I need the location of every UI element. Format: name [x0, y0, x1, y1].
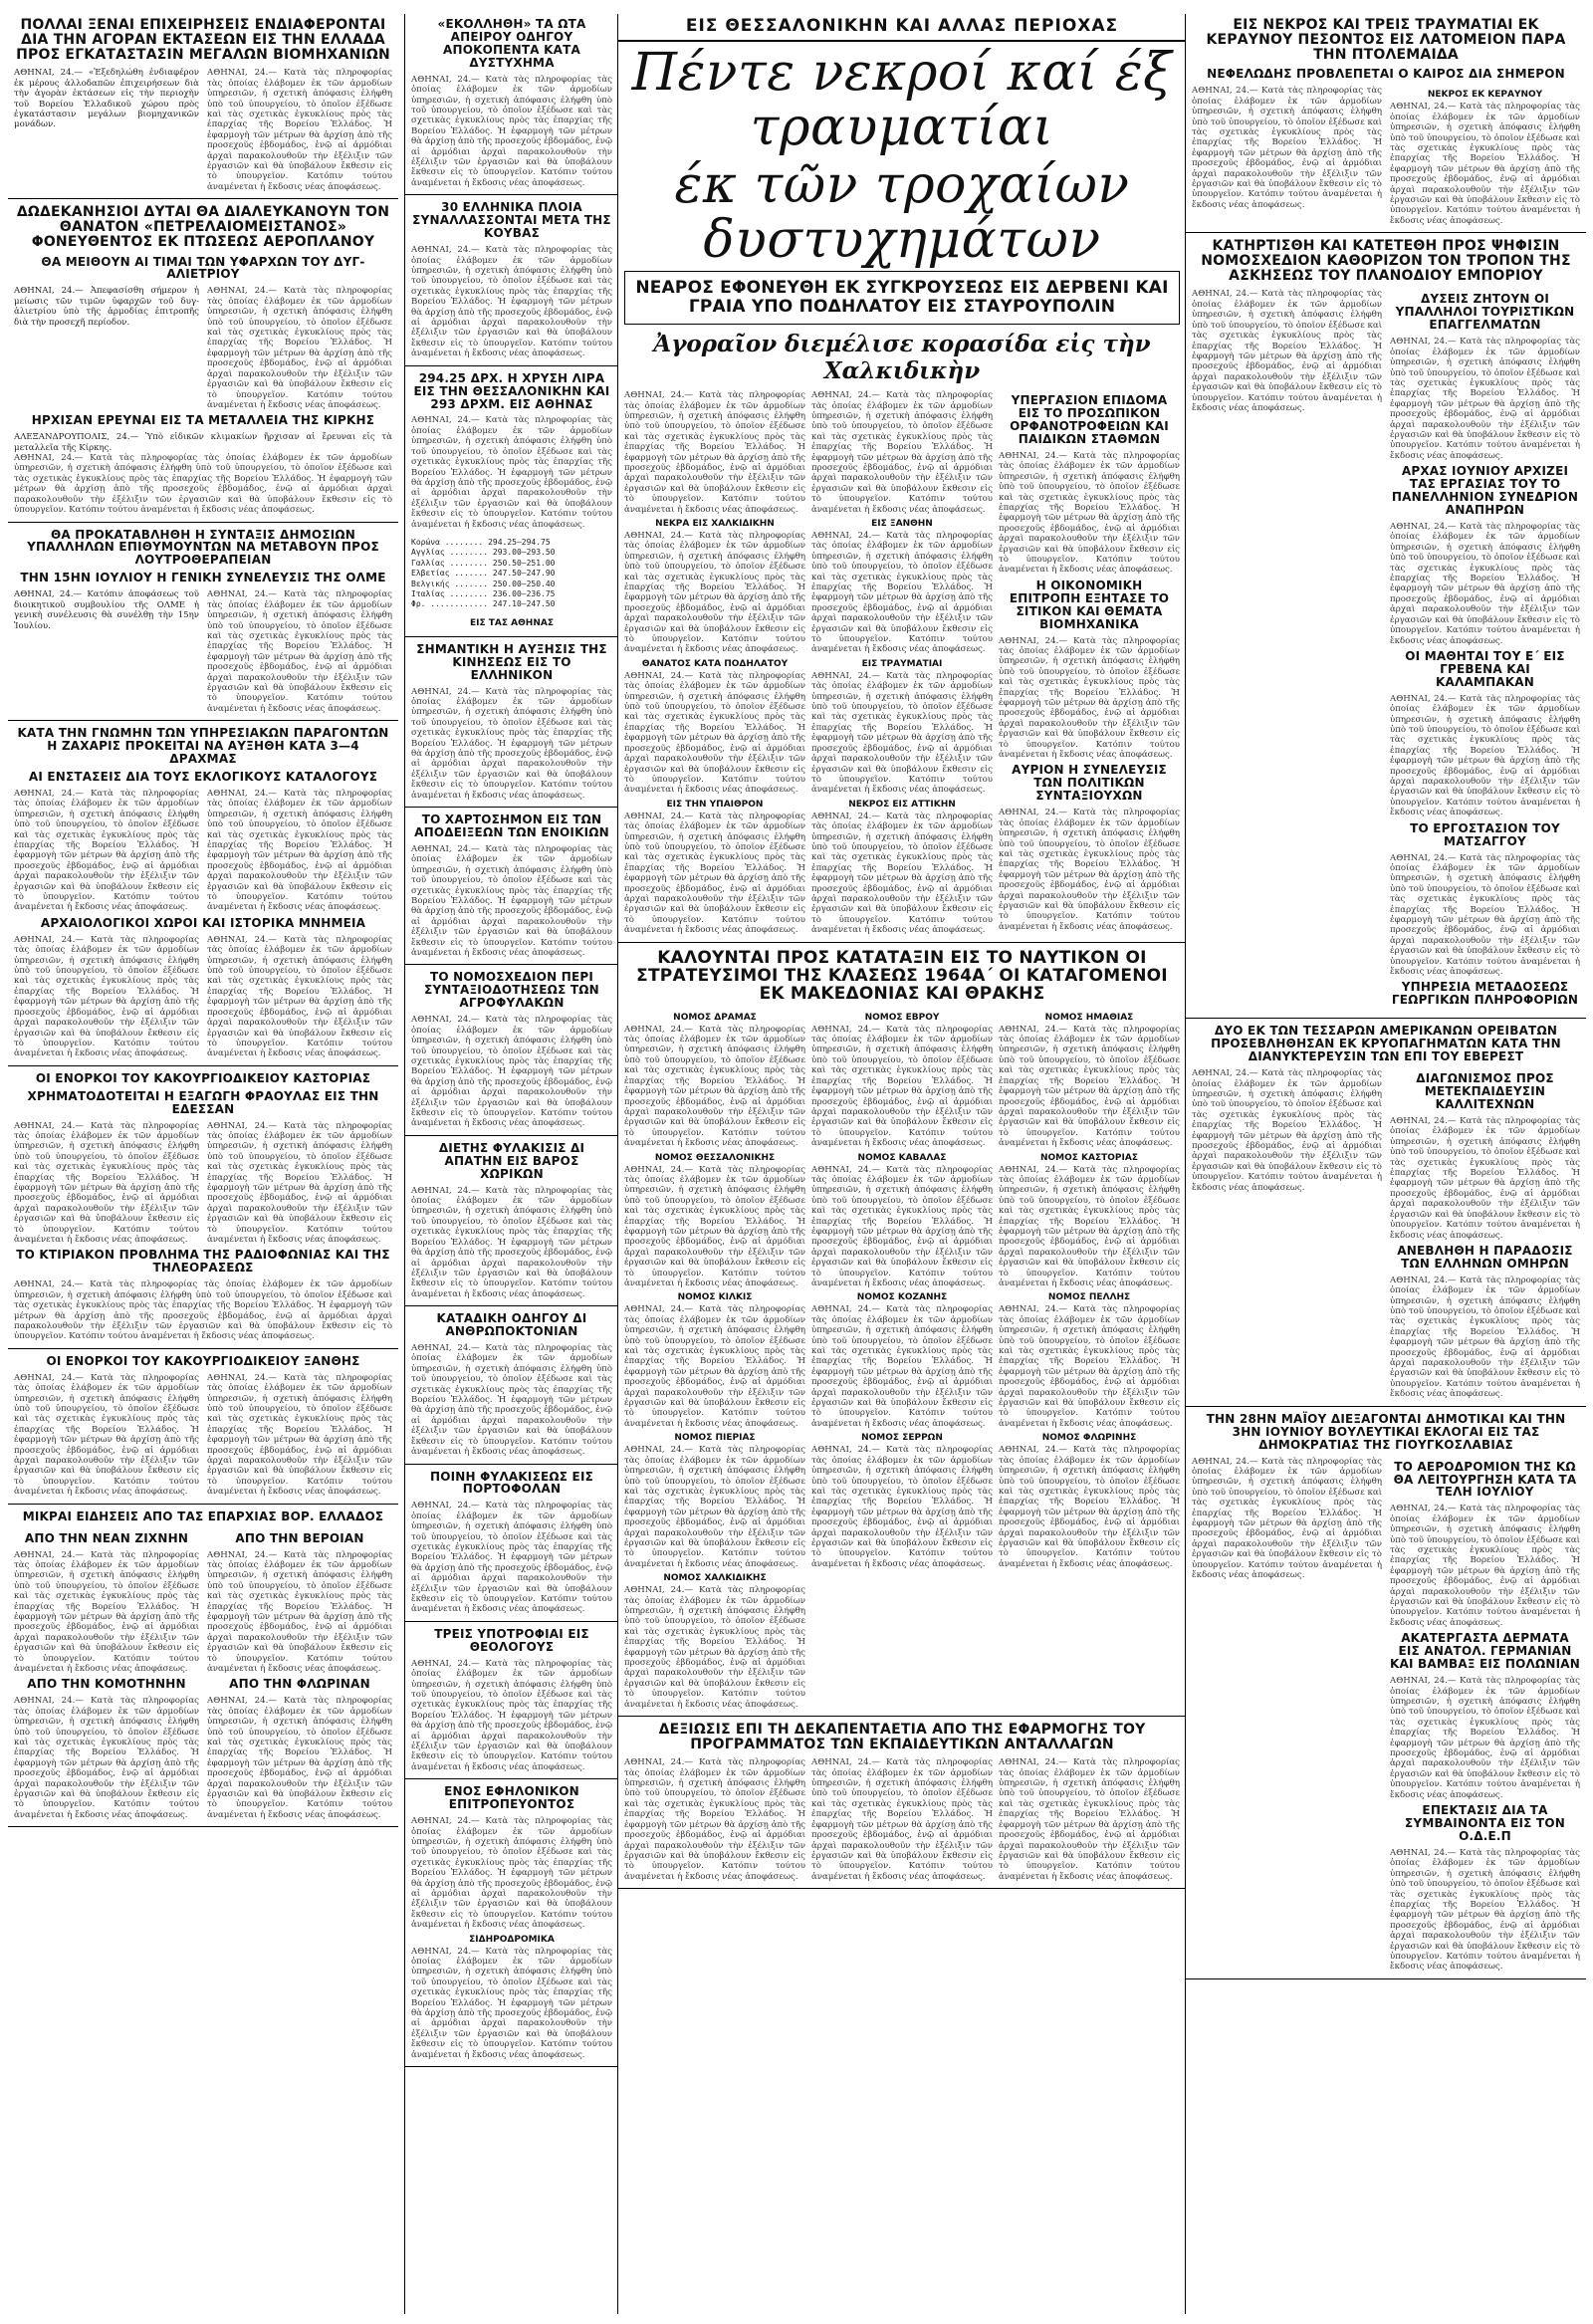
subheadline: ΑΡΧΑΣ ΙΟΥΝΙΟΥ ΑΡΧΙΖΕΙ ΤΑΣ ΕΡΓΑΣΙΑΣ ΤΟΥ ΤΟ ΠΑΝΕΛΛΗΝΙΟΝ ΣΥΝΕΔΡΙΟΝ ΑΝΑΠΗΡΩΝ — [1391, 464, 1579, 518]
article-body: ΑΘΗΝΑΙ, 24.— Κατὰ τὰς πληροφορίας τὰς ὁποίας ἐλάβομεν ἐκ τῶν ἁρμοδίων ὑπηρεσιῶν, ἡ σχετικὴ ἀπόφασις ἐλήφθη ὑπὸ τοῦ ὑπουργείου, τὸ ὁποῖον ἐξέδωσε καὶ τὰς σχετικὰς ἐγκυκλίους πρὸς τὰς ἐπαρχίας τῆς Βορείου Ἑλλάδος. Ἡ ἐφαρμογὴ τῶν μέτρων θὰ ἀρχίσῃ ἀπὸ τῆς προσεχοῦς ἑβδομάδος, ἐνῷ αἱ ἀρμόδιαι ἀρχαὶ παρακολουθοῦν τὴν ἐξέλιξιν τῶν ἐργασιῶν καὶ θὰ ὑποβάλουν ἔκθεσιν εἰς τὸ ὑπουργεῖον. Κατόπιν τούτου ἀναμένεται ἡ ἔκδοσις νέας ἀποφάσεως. — [14, 1696, 199, 1820]
nomos-label: ΝΟΜΟΣ ΗΜΑΘΙΑΣ — [1044, 1012, 1134, 1023]
headline: ΤΡΕΙΣ ΥΠΟΤΡΟΦΙΑΙ ΕΙΣ ΘΕΟΛΟΓΟΥΣ — [434, 1626, 589, 1654]
headline: ΤΟ ΧΑΡΤΟΣΗΜΟΝ ΕΙΣ ΤΩΝ ΑΠΟΔΕΙΞΕΩΝ ΤΩΝ ΕΝΟΙΚΙΩΝ — [414, 813, 609, 840]
article-body: ΑΘΗΝΑΙ, 24.— Κατὰ τὰς πληροφορίας τὰς ὁποίας ἐλάβομεν ἐκ τῶν ἁρμοδίων ὑπηρεσιῶν, ἡ σχετικὴ ἀπόφασις ἐλήφθη ὑπὸ τοῦ ὑπουργείου, τὸ ὁποῖον ἐξέδωσε καὶ τὰς σχετικὰς ἐγκυκλίους πρὸς τὰς ἐπαρχίας τῆς Βορείου Ἑλλάδος. Ἡ ἐφαρμογὴ τῶν μέτρων θὰ ἀρχίσῃ ἀπὸ τῆς προσεχοῦς ἑβδομάδος, ἐνῷ αἱ ἀρμόδιαι ἀρχαὶ παρακολουθοῦν τὴν ἐξέλιξιν τῶν ἐργασιῶν καὶ θὰ ὑποβάλουν ἔκθεσιν εἰς τὸ ὑπουργεῖον. Κατόπιν τούτου ἀναμένεται ἡ ἔκδοσις νέας ἀποφάσεως. — [14, 934, 199, 1059]
subheadline: ΑΠΟ ΤΗΝ ΒΕΡΟΙΑΝ — [235, 1530, 364, 1545]
subheadline: ΥΠΕΡΓΑΣΙΟΝ ΕΠΙΔΟΜΑ ΕΙΣ ΤΟ ΠΡΟΣΩΠΙΚΟΝ ΟΡΦΑΝΟΤΡΟΦΕΙΩΝ ΚΑΙ ΠΑΙΔΙΚΩΝ ΣΤΑΘΜΩΝ — [1010, 393, 1169, 446]
section-banner: ΕΙΣ ΘΕΣΣΑΛΟΝΙΚΗΝ ΚΑΙ ΑΛΛΑΣ ΠΕΡΙΟΧΑΣ — [618, 14, 1186, 42]
article-body: ΑΘΗΝΑΙ, 24.— Κατὰ τὰς πληροφορίας τὰς ὁποίας ἐλάβομεν ἐκ τῶν ἁρμοδίων ὑπηρεσιῶν, ἡ σχετικὴ ἀπόφασις ἐλήφθη ὑπὸ τοῦ ὑπουργείου, τὸ ὁποῖον ἐξέδωσε καὶ τὰς σχετικὰς ἐγκυκλίους πρὸς τὰς ἐπαρχίας τῆς Βορείου Ἑλλάδος. Ἡ ἐφαρμογὴ τῶν μέτρων θὰ ἀρχίσῃ ἀπὸ τῆς προσεχοῦς ἑβδομάδος, ἐνῷ αἱ ἀρμόδιαι ἀρχαὶ παρακολουθοῦν τὴν ἐξέλιξιν τῶν ἐργασιῶν καὶ θὰ ὑποβάλουν ἔκθεσιν εἰς τὸ ὑπουργεῖον. Κατόπιν τούτου ἀναμένεται ἡ ἔκδοσις νέας ἀποφάσεως. — [1390, 102, 1580, 226]
article — [8, 18, 398, 199]
nomos-label: ΝΟΜΟΣ ΚΑΣΤΟΡΙΑΣ — [1039, 1152, 1138, 1163]
article-body: ΑΘΗΝΑΙ, 24.— Κατὰ τὰς πληροφορίας τὰς ὁποίας ἐλάβομεν ἐκ τῶν ἁρμοδίων ὑπηρεσιῶν, ἡ σχετικὴ ἀπόφασις ἐλήφθη ὑπὸ τοῦ ὑπουργείου, τὸ ὁποῖον ἐξέδωσε καὶ τὰς σχετικὰς ἐγκυκλίους πρὸς τὰς ἐπαρχίας τῆς Βορείου Ἑλλάδος. Ἡ ἐφαρμογὴ τῶν μέτρων θὰ ἀρχίσῃ ἀπὸ τῆς προσεχοῦς ἑβδομάδος, ἐνῷ αἱ ἀρμόδιαι ἀρχαὶ παρακολουθοῦν τὴν ἐξέλιξιν τῶν ἐργασιῶν καὶ θὰ ὑποβάλουν ἔκθεσιν εἰς τὸ ὑπουργεῖον. Κατόπιν τούτου ἀναμένεται ἡ ἔκδοσις νέας ἀποφάσεως. — [1390, 1275, 1580, 1400]
subheadline: ΣΙΔΗΡΟΔΡΟΜΙΚΑ — [469, 1934, 555, 1945]
article-body: ΑΘΗΝΑΙ, 24.— Κατὰ τὰς πληροφορίας τὰς ὁποίας ἐλάβομεν ἐκ τῶν ἁρμοδίων ὑπηρεσιῶν, ἡ σχετικὴ ἀπόφασις ἐλήφθη ὑπὸ τοῦ ὑπουργείου, τὸ ὁποῖον ἐξέδωσε καὶ τὰς σχετικὰς ἐγκυκλίους πρὸς τὰς ἐπαρχίας τῆς Βορείου Ἑλλάδος. Ἡ ἐφαρμογὴ τῶν μέτρων θὰ ἀρχίσῃ ἀπὸ τῆς προσεχοῦς ἑβδομάδος, ἐνῷ αἱ ἀρμόδιαι ἀρχαὶ παρακολουθοῦν τὴν ἐξέλιξιν τῶν ἐργασιῶν καὶ θὰ ὑποβάλουν ἔκθεσιν εἰς τὸ ὑπουργεῖον. Κατόπιν τούτου ἀναμένεται ἡ ἔκδοσις νέας ἀποφάσεως. — [1390, 522, 1580, 646]
subheadline: ΑΠΟ ΤΗΝ ΝΕΑΝ ΖΙΧΝΗΝ — [24, 1530, 189, 1545]
subheadline: ΕΠΕΚΤΑΣΙΣ ΔΙΑ ΤΑ ΣΥΜΒΑΙΝΟΝΤΑ ΕΙΣ ΤΟΝ Ο.Δ.Ε.Π — [1405, 1803, 1565, 1843]
subheadline: ΘΑ ΜΕΙΘΟΥΝ ΑΙ ΤΙΜΑΙ ΤΩΝ ΥΦΑΡΧΩΝ ΤΟΥ ΔΥΓ-ΑΛΙΕΤΡΙΟΥ — [41, 254, 365, 282]
headline: ΔΩΔΕΚΑΝΗΣΙΟΙ ΔΥΤΑΙ ΘΑ ΔΙΑΛΕΥΚΑΝΟΥΝ ΤΟΝ ΘΑΝΑΤΟΝ «ΠΕΤΡΕΛΑΙΟΜΕΙΣΤΑΝΟΣ» ΦΟΝΕΥΘΕΝΤΟΣ ΕΚ ΠΤΩΣΕΩΣ ΑΕΡΟΠΛΑΝΟΥ — [16, 204, 390, 251]
article — [405, 1142, 618, 1306]
article-body: ΑΘΗΝΑΙ, 24.— «Ἐξεδηλώθη ἐνδιαφέρον ἐκ μέρους ἀλλοδαπῶν ἐπιχειρήσεων διὰ τὴν ἀγορὰν ἐκτάσεων εἰς τὴν περιοχὴν τοῦ Βορείου Ἑλλαδικοῦ χώρου πρὸς ἐγκατάστασιν μεγάλων βιομηχανικῶν μονάδων. — [14, 68, 199, 130]
main-headline: Πέντε νεκροί καί έξ τραυματίαι — [631, 43, 1173, 157]
nomoi-list — [624, 1009, 1180, 1710]
article-body: ΑΘΗΝΑΙ, 24.— Κατὰ τὰς πληροφορίας τὰς ὁποίας ἐλάβομεν ἐκ τῶν ἁρμοδίων ὑπηρεσιῶν, ἡ σχετικὴ ἀπόφασις ἐλήφθη ὑπὸ τοῦ ὑπουργείου, τὸ ὁποῖον ἐξέδωσε καὶ τὰς σχετικὰς ἐγκυκλίους πρὸς τὰς ἐπαρχίας τῆς Βορείου Ἑλλάδος. Ἡ ἐφαρμογὴ τῶν μέτρων θὰ ἀρχίσῃ ἀπὸ τῆς προσεχοῦς ἑβδομάδος, ἐνῷ αἱ ἀρμόδιαι ἀρχαὶ παρακολουθοῦν τὴν ἐξέλιξιν τῶν ἐργασιῶν καὶ θὰ ὑποβάλουν ἔκθεσιν εἰς τὸ ὑπουργεῖον. Κατόπιν τούτου ἀναμένεται ἡ ἔκδοσις νέας ἀποφάσεως. — [1192, 1456, 1382, 1581]
article — [405, 201, 618, 365]
article-body: ΑΘΗΝΑΙ, 24.— Κατὰ τὰς πληροφορίας τὰς ὁποίας ἐλάβομεν ἐκ τῶν ἁρμοδίων ὑπηρεσιῶν, ἡ σχετικὴ ἀπόφασις ἐλήφθη ὑπὸ τοῦ ὑπουργείου, τὸ ὁποῖον ἐξέδωσε καὶ τὰς σχετικὰς ἐγκυκλίους πρὸς τὰς ἐπαρχίας τῆς Βορείου Ἑλλάδος. Ἡ ἐφαρμογὴ τῶν μέτρων θὰ ἀρχίσῃ ἀπὸ τῆς προσεχοῦς ἑβδομάδος, ἐνῷ αἱ ἀρμόδιαι ἀρχαὶ παρακολουθοῦν τὴν ἐξέλιξιν τῶν ἐργασιῶν καὶ θὰ ὑποβάλουν ἔκθεσιν εἰς τὸ ὑπουργεῖον. Κατόπιν τούτου ἀναμένεται ἡ ἔκδοσις νέας ἀποφάσεως. — [411, 415, 612, 530]
headline: «ΕΚΟΛΛΗΘΗ» ΤΑ ΩΤΑ ΑΠΕΙΡΟΥ ΟΔΗΓΟΥ ΑΠΟΚΟΠΕΝΤΑ ΚΑΤΑ ΔΥΣΤΥΧΗΜΑ — [437, 17, 586, 70]
article-body: ΑΘΗΝΑΙ, 24.— Κατὰ τὰς πληροφορίας τὰς ὁποίας ἐλάβομεν ἐκ τῶν ἁρμοδίων ὑπηρεσιῶν, ἡ σχετικὴ ἀπόφασις ἐλήφθη ὑπὸ τοῦ ὑπουργείου, τὸ ὁποῖον ἐξέδωσε καὶ τὰς σχετικὰς ἐγκυκλίους πρὸς τὰς ἐπαρχίας τῆς Βορείου Ἑλλάδος. Ἡ ἐφαρμογὴ τῶν μέτρων θὰ ἀρχίσῃ ἀπὸ τῆς προσεχοῦς ἑβδομάδος, ἐνῷ αἱ ἀρμόδιαι ἀρχαὶ παρακολουθοῦν τὴν ἐξέλιξιν τῶν ἐργασιῶν καὶ θὰ ὑποβάλουν ἔκθεσιν εἰς τὸ ὑπουργεῖον. Κατόπιν τούτου ἀναμένεται ἡ ἔκδοσις νέας ἀποφάσεως. — [411, 686, 612, 801]
article-body: ΑΘΗΝΑΙ, 24.— Κατὰ τὰς πληροφορίας τὰς ὁποίας ἐλάβομεν ἐκ τῶν ἁρμοδίων ὑπηρεσιῶν, ἡ σχετικὴ ἀπόφασις ἐλήφθη ὑπὸ τοῦ ὑπουργείου, τὸ ὁποῖον ἐξέδωσε καὶ τὰς σχετικὰς ἐγκυκλίους πρὸς τὰς ἐπαρχίας τῆς Βορείου Ἑλλάδος. Ἡ ἐφαρμογὴ τῶν μέτρων θὰ ἀρχίσῃ ἀπὸ τῆς προσεχοῦς ἑβδομάδος, ἐνῷ αἱ ἀρμόδιαι ἀρχαὶ παρακολουθοῦν τὴν ἐξέλιξιν τῶν ἐργασιῶν καὶ θὰ ὑποβάλουν ἔκθεσιν εἰς τὸ ὑπουργεῖον. Κατόπιν τούτου ἀναμένεται ἡ ἔκδοσις νέας ἀποφάσεως. — [207, 934, 392, 1059]
nomos-label: ΝΟΜΟΣ ΔΡΑΜΑΣ — [673, 1012, 757, 1023]
article-body: ΑΘΗΝΑΙ, 24.— Κατὰ τὰς πληροφορίας τὰς ὁποίας ἐλάβομεν ἐκ τῶν ἁρμοδίων ὑπηρεσιῶν, ἡ σχετικὴ ἀπόφασις ἐλήφθη ὑπὸ τοῦ ὑπουργείου, τὸ ὁποῖον ἐξέδωσε καὶ τὰς σχετικὰς ἐγκυκλίους πρὸς τὰς ἐπαρχίας τῆς Βορείου Ἑλλάδος. Ἡ ἐφαρμογὴ τῶν μέτρων θὰ ἀρχίσῃ ἀπὸ τῆς προσεχοῦς ἑβδομάδος, ἐνῷ αἱ ἀρμόδιαι ἀρχαὶ παρακολουθοῦν τὴν ἐξέλιξιν τῶν ἐργασιῶν καὶ θὰ ὑποβάλουν ἔκθεσιν εἰς τὸ ὑπουργεῖον. Κατόπιν τούτου ἀναμένεται ἡ ἔκδοσις νέας ἀποφάσεως. — [14, 1120, 199, 1246]
section-label: ΕΙΣ ΞΑΝΘΗΝ — [871, 518, 933, 529]
column-2 — [404, 14, 618, 2314]
headline: ΘΑ ΠΡΟΚΑΤΑΒΛΗΘΗ Η ΣΥΝΤΑΞΙΣ ΔΗΜΟΣΙΩΝ ΥΠΑΛΛΗΛΩΝ ΕΠΙΘΥΜΟΥΝΤΩΝ ΝΑ ΜΕΤΑΒΟΥΝ ΠΡΟΣ ΛΟΥΤΡΟΘΕΡΑΠΕΙΑΝ — [27, 527, 379, 568]
article — [405, 1312, 618, 1464]
article-body: ΑΘΗΝΑΙ, 24.— Κατὰ τὰς πληροφορίας τὰς ὁποίας ἐλάβομεν ἐκ τῶν ἁρμοδίων ὑπηρεσιῶν, ἡ σχετικὴ ἀπόφασις ἐλήφθη ὑπὸ τοῦ ὑπουργείου, τὸ ὁποῖον ἐξέδωσε καὶ τὰς σχετικὰς ἐγκυκλίους πρὸς τὰς ἐπαρχίας τῆς Βορείου Ἑλλάδος. Ἡ ἐφαρμογὴ τῶν μέτρων θὰ ἀρχίσῃ ἀπὸ τῆς προσεχοῦς ἑβδομάδος, ἐνῷ αἱ ἀρμόδιαι ἀρχαὶ παρακολουθοῦν τὴν ἐξέλιξιν τῶν ἐργασιῶν καὶ θὰ ὑποβάλουν ἔκθεσιν εἰς τὸ ὑπουργεῖον. Κατόπιν τούτου ἀναμένεται ἡ ἔκδοσις νέας ἀποφάσεως. — [411, 1816, 612, 1931]
article-body: ΑΘΗΝΑΙ, 24.— Κατὰ τὰς πληροφορίας τὰς ὁποίας ἐλάβομεν ἐκ τῶν ἁρμοδίων ὑπηρεσιῶν, ἡ σχετικὴ ἀπόφασις ἐλήφθη ὑπὸ τοῦ ὑπουργείου, τὸ ὁποῖον ἐξέδωσε καὶ τὰς σχετικὰς ἐγκυκλίους πρὸς τὰς ἐπαρχίας τῆς Βορείου Ἑλλάδος. Ἡ ἐφαρμογὴ τῶν μέτρων θὰ ἀρχίσῃ ἀπὸ τῆς προσεχοῦς ἑβδομάδος, ἐνῷ αἱ ἀρμόδιαι ἀρχαὶ παρακολουθοῦν τὴν ἐξέλιξιν τῶν ἐργασιῶν καὶ θὰ ὑποβάλουν ἔκθεσιν εἰς τὸ ὑπουργεῖον. Κατόπιν τούτου ἀναμένεται ἡ ἔκδοσις νέας ἀποφάσεως. — [811, 1757, 993, 1882]
article-body: ΑΘΗΝΑΙ, 24.— Κατὰ τὰς πληροφορίας τὰς ὁποίας ἐλάβομεν ἐκ τῶν ἁρμοδίων ὑπηρεσιῶν, ἡ σχετικὴ ἀπόφασις ἐλήφθη ὑπὸ τοῦ ὑπουργείου, τὸ ὁποῖον ἐξέδωσε καὶ τὰς σχετικὰς ἐγκυκλίους πρὸς τὰς ἐπαρχίας τῆς Βορείου Ἑλλάδος. Ἡ ἐφαρμογὴ τῶν μέτρων θὰ ἀρχίσῃ ἀπὸ τῆς προσεχοῦς ἑβδομάδος, ἐνῷ αἱ ἀρμόδιαι ἀρχαὶ παρακολουθοῦν τὴν ἐξέλιξιν τῶν ἐργασιῶν καὶ θὰ ὑποβάλουν ἔκθεσιν εἰς τὸ ὑπουργεῖον. Κατόπιν τούτου ἀναμένεται ἡ ἔκδοσις νέας ἀποφάσεως. — [411, 1501, 612, 1615]
article-body: ΑΘΗΝΑΙ, 24.— Κατὰ τὰς πληροφορίας τὰς ὁποίας ἐλάβομεν ἐκ τῶν ἁρμοδίων ὑπηρεσιῶν, ἡ σχετικὴ ἀπόφασις ἐλήφθη ὑπὸ τοῦ ὑπουργείου, τὸ ὁποῖον ἐξέδωσε καὶ τὰς σχετικὰς ἐγκυκλίους πρὸς τὰς ἐπαρχίας τῆς Βορείου Ἑλλάδος. Ἡ ἐφαρμογὴ τῶν μέτρων θὰ ἀρχίσῃ ἀπὸ τῆς προσεχοῦς ἑβδομάδος, ἐνῷ αἱ ἀρμόδιαι ἀρχαὶ παρακολουθοῦν τὴν ἐξέλιξιν τῶν ἐργασιῶν καὶ θὰ ὑποβάλουν ἔκθεσιν εἰς τὸ ὑπουργεῖον. Κατόπιν τούτου ἀναμένεται ἡ ἔκδοσις νέας ἀποφάσεως. — [999, 1757, 1180, 1882]
article-body: ΑΘΗΝΑΙ, 24.— Κατὰ τὰς πληροφορίας τὰς ὁποίας ἐλάβομεν ἐκ τῶν ἁρμοδίων ὑπηρεσιῶν, ἡ σχετικὴ ἀπόφασις ἐλήφθη ὑπὸ τοῦ ὑπουργείου, τὸ ὁποῖον ἐξέδωσε καὶ τὰς σχετικὰς ἐγκυκλίους πρὸς τὰς ἐπαρχίας τῆς Βορείου Ἑλλάδος. Ἡ ἐφαρμογὴ τῶν μέτρων θὰ ἀρχίσῃ ἀπὸ τῆς προσεχοῦς ἑβδομάδος, ἐνῷ αἱ ἀρμόδιαι ἀρχαὶ παρακολουθοῦν τὴν ἐξέλιξιν τῶν ἐργασιῶν καὶ θὰ ὑποβάλουν ἔκθεσιν εἰς τὸ ὑπουργεῖον. Κατόπιν τούτου ἀναμένεται ἡ ἔκδοσις νέας ἀποφάσεως. — [207, 68, 392, 192]
article — [1186, 1413, 1586, 1979]
headline: ΜΙΚΡΑΙ ΕΙΔΗΣΕΙΣ ΑΠΟ ΤΑΣ ΕΠΑΡΧΙΑΣ ΒΟΡ. ΕΛΛΑΔΟΣ — [22, 1509, 384, 1523]
article-body: ΑΘΗΝΑΙ, 24.— Κατὰ τὰς πληροφορίας τὰς ὁποίας ἐλάβομεν ἐκ τῶν ἁρμοδίων ὑπηρεσιῶν, ἡ σχετικὴ ἀπόφασις ἐλήφθη ὑπὸ τοῦ ὑπουργείου, τὸ ὁποῖον ἐξέδωσε καὶ τὰς σχετικὰς ἐγκυκλίους πρὸς τὰς ἐπαρχίας τῆς Βορείου Ἑλλάδος. Ἡ ἐφαρμογὴ τῶν μέτρων θὰ ἀρχίσῃ ἀπὸ τῆς προσεχοῦς ἑβδομάδος, ἐνῷ αἱ ἀρμόδιαι ἀρχαὶ παρακολουθοῦν τὴν ἐξέλιξιν τῶν ἐργασιῶν καὶ θὰ ὑποβάλουν ἔκθεσιν εἰς τὸ ὑπουργεῖον. Κατόπιν τούτου ἀναμένεται ἡ ἔκδοσις νέας ἀποφάσεως. — [1192, 86, 1382, 210]
headline: ΔΥΟ ΕΚ ΤΩΝ ΤΕΣΣΑΡΩΝ ΑΜΕΡΙΚΑΝΩΝ ΟΡΕΙΒΑΤΩΝ ΠΡΟΣΕΒΛΗΘΗΣΑΝ ΕΚ ΚΡΥΟΠΑΓΗΜΑΤΩΝ ΚΑΤΑ ΤΗΝ ΔΙΑΝΥΚΤΕΡΕΥΣΙΝ ΤΩΝ ΕΠΙ ΤΟΥ ΕΒΕΡΕΣΤ — [1211, 1024, 1561, 1064]
headline: ΠΟΙΝΗ ΦΥΛΑΚΙΣΕΩΣ ΕΙΣ ΠΟΡΤΟΦΟΛΑΝ — [429, 1469, 594, 1497]
article-body: ΑΘΗΝΑΙ, 24.— Κατὰ τὰς πληροφορίας τὰς ὁποίας ἐλάβομεν ἐκ τῶν ἁρμοδίων ὑπηρεσιῶν, ἡ σχετικὴ ἀπόφασις ἐλήφθη ὑπὸ τοῦ ὑπουργείου, τὸ ὁποῖον ἐξέδωσε καὶ τὰς σχετικὰς ἐγκυκλίους πρὸς τὰς ἐπαρχίας τῆς Βορείου Ἑλλάδος. Ἡ ἐφαρμογὴ τῶν μέτρων θὰ ἀρχίσῃ ἀπὸ τῆς προσεχοῦς ἑβδομάδος, ἐνῷ αἱ ἀρμόδιαι ἀρχαὶ παρακολουθοῦν τὴν ἐξέλιξιν τῶν ἐργασιῶν καὶ θὰ ὑποβάλουν ἔκθεσιν εἰς τὸ ὑπουργεῖον. Κατόπιν τούτου ἀναμένεται ἡ ἔκδοσις νέας ἀποφάσεως. — [1192, 289, 1382, 413]
article-body: ΑΘΗΝΑΙ, 24.— Κατὰ τὰς πληροφορίας τὰς ὁποίας ἐλάβομεν ἐκ τῶν ἁρμοδίων ὑπηρεσιῶν, ἡ σχετικὴ ἀπόφασις ἐλήφθη ὑπὸ τοῦ ὑπουργείου, τὸ ὁποῖον ἐξέδωσε καὶ τὰς σχετικὰς ἐγκυκλίους πρὸς τὰς ἐπαρχίας τῆς Βορείου Ἑλλάδος. Ἡ ἐφαρμογὴ τῶν μέτρων θὰ ἀρχίσῃ ἀπὸ τῆς προσεχοῦς ἑβδομάδος, ἐνῷ αἱ ἀρμόδιαι ἀρχαὶ παρακολουθοῦν τὴν ἐξέλιξιν τῶν ἐργασιῶν καὶ θὰ ὑποβάλουν ἔκθεσιν εἰς τὸ ὑπουργεῖον. Κατόπιν τούτου ἀναμένεται ἡ ἔκδοσις νέας ἀποφάσεως. — [999, 450, 1180, 576]
article-body: ΑΘΗΝΑΙ, 24.— Κατὰ τὰς πληροφορίας τὰς ὁποίας ἐλάβομεν ἐκ τῶν ἁρμοδίων ὑπηρεσιῶν, ἡ σχετικὴ ἀπόφασις ἐλήφθη ὑπὸ τοῦ ὑπουργείου, τὸ ὁποῖον ἐξέδωσε καὶ τὰς σχετικὰς ἐγκυκλίους πρὸς τὰς ἐπαρχίας τῆς Βορείου Ἑλλάδος. Ἡ ἐφαρμογὴ τῶν μέτρων θὰ ἀρχίσῃ ἀπὸ τῆς προσεχοῦς ἑβδομάδος, ἐνῷ αἱ ἀρμόδιαι ἀρχαὶ παρακολουθοῦν τὴν ἐξέλιξιν τῶν ἐργασιῶν καὶ θὰ ὑποβάλουν ἔκθεσιν εἰς τὸ ὑπουργεῖον. Κατόπιν τούτου ἀναμένεται ἡ ἔκδοσις νέας ἀποφάσεως. — [811, 1024, 993, 1149]
article-body: ΑΘΗΝΑΙ, 24.— Κατὰ τὰς πληροφορίας τὰς ὁποίας ἐλάβομεν ἐκ τῶν ἁρμοδίων ὑπηρεσιῶν, ἡ σχετικὴ ἀπόφασις ἐλήφθη ὑπὸ τοῦ ὑπουργείου, τὸ ὁποῖον ἐξέδωσε καὶ τὰς σχετικὰς ἐγκυκλίους πρὸς τὰς ἐπαρχίας τῆς Βορείου Ἑλλάδος. Ἡ ἐφαρμογὴ τῶν μέτρων θὰ ἀρχίσῃ ἀπὸ τῆς προσεχοῦς ἑβδομάδος, ἐνῷ αἱ ἀρμόδιαι ἀρχαὶ παρακολουθοῦν τὴν ἐξέλιξιν τῶν ἐργασιῶν καὶ θὰ ὑποβάλουν ἔκθεσιν εἰς τὸ ὑπουργεῖον. Κατόπιν τούτου ἀναμένεται ἡ ἔκδοσις νέας ἀποφάσεως. — [207, 1696, 392, 1820]
article-body: ΑΘΗΝΑΙ, 24.— Κατὰ τὰς πληροφορίας τὰς ὁποίας ἐλάβομεν ἐκ τῶν ἁρμοδίων ὑπηρεσιῶν, ἡ σχετικὴ ἀπόφασις ἐλήφθη ὑπὸ τοῦ ὑπουργείου, τὸ ὁποῖον ἐξέδωσε καὶ τὰς σχετικὰς ἐγκυκλίους πρὸς τὰς ἐπαρχίας τῆς Βορείου Ἑλλάδος. Ἡ ἐφαρμογὴ τῶν μέτρων θὰ ἀρχίσῃ ἀπὸ τῆς προσεχοῦς ἑβδομάδος, ἐνῷ αἱ ἀρμόδιαι ἀρχαὶ παρακολουθοῦν τὴν ἐξέλιξιν τῶν ἐργασιῶν καὶ θὰ ὑποβάλουν ἔκθεσιν εἰς τὸ ὑπουργεῖον. Κατόπιν τούτου ἀναμένεται ἡ ἔκδοσις νέας ἀποφάσεως. — [624, 1164, 805, 1289]
article-body: ΑΘΗΝΑΙ, 24.— Κατὰ τὰς πληροφορίας τὰς ὁποίας ἐλάβομεν ἐκ τῶν ἁρμοδίων ὑπηρεσιῶν, ἡ σχετικὴ ἀπόφασις ἐλήφθη ὑπὸ τοῦ ὑπουργείου, τὸ ὁποῖον ἐξέδωσε καὶ τὰς σχετικὰς ἐγκυκλίους πρὸς τὰς ἐπαρχίας τῆς Βορείου Ἑλλάδος. Ἡ ἐφαρμογὴ τῶν μέτρων θὰ ἀρχίσῃ ἀπὸ τῆς προσεχοῦς ἑβδομάδος, ἐνῷ αἱ ἀρμόδιαι ἀρχαὶ παρακολουθοῦν τὴν ἐξέλιξιν τῶν ἐργασιῶν καὶ θὰ ὑποβάλουν ἔκθεσιν εἰς τὸ ὑπουργεῖον. Κατόπιν τούτου ἀναμένεται ἡ ἔκδοσις νέας ἀποφάσεως. — [14, 1549, 199, 1674]
article — [405, 18, 618, 195]
article-body: ΑΛΕΞΑΝΔΡΟΥΠΟΛΙΣ, 24.— Ὑπὸ εἰδικῶν κλιμακίων ἤρχισαν αἱ ἔρευναι εἰς τὰ μεταλλεῖα τῆς Κίρκης. — [14, 432, 392, 453]
subheadline: ΔΙΑΓΩΝΙΣΜΟΣ ΠΡΟΣ ΜΕΤΕΚΠΑΙΔΕΥΣΙΝ ΚΑΛΛΙΤΕΧΝΩΝ — [1416, 1071, 1554, 1112]
subheadline: ΗΡΧΙΣΑΝ ΕΡΕΥΝΑΙ ΕΙΣ ΤΑ ΜΕΤΑΛΛΕΙΑ ΤΗΣ ΚΙΡΚΗΣ — [31, 413, 375, 428]
article-body: ΑΘΗΝΑΙ, 24.— Κατὰ τὰς πληροφορίας τὰς ὁποίας ἐλάβομεν ἐκ τῶν ἁρμοδίων ὑπηρεσιῶν, ἡ σχετικὴ ἀπόφασις ἐλήφθη ὑπὸ τοῦ ὑπουργείου, τὸ ὁποῖον ἐξέδωσε καὶ τὰς σχετικὰς ἐγκυκλίους πρὸς τὰς ἐπαρχίας τῆς Βορείου Ἑλλάδος. Ἡ ἐφαρμογὴ τῶν μέτρων θὰ ἀρχίσῃ ἀπὸ τῆς προσεχοῦς ἑβδομάδος, ἐνῷ αἱ ἀρμόδιαι ἀρχαὶ παρακολουθοῦν τὴν ἐξέλιξιν τῶν ἐργασιῶν καὶ θὰ ὑποβάλουν ἔκθεσιν εἰς τὸ ὑπουργεῖον. Κατόπιν τούτου ἀναμένεται ἡ ἔκδοσις νέας ἀποφάσεως. — [811, 530, 993, 655]
subheadline: ΑΚΑΤΕΡΓΑΣΤΑ ΔΕΡΜΑΤΑ ΕΙΣ ΑΝΑΤΟΛ. ΓΕΡΜΑΝΙΑΝ ΚΑΙ ΒΑΜΒΑΞ ΕΙΣ ΠΟΛΩΝΙΑΝ — [1390, 1631, 1581, 1672]
article-body: ΑΘΗΝΑΙ, 24.— Κατὰ τὰς πληροφορίας τὰς ὁποίας ἐλάβομεν ἐκ τῶν ἁρμοδίων ὑπηρεσιῶν, ἡ σχετικὴ ἀπόφασις ἐλήφθη ὑπὸ τοῦ ὑπουργείου, τὸ ὁποῖον ἐξέδωσε καὶ τὰς σχετικὰς ἐγκυκλίους πρὸς τὰς ἐπαρχίας τῆς Βορείου Ἑλλάδος. Ἡ ἐφαρμογὴ τῶν μέτρων θὰ ἀρχίσῃ ἀπὸ τῆς προσεχοῦς ἑβδομάδος, ἐνῷ αἱ ἀρμόδιαι ἀρχαὶ παρακολουθοῦν τὴν ἐξέλιξιν τῶν ἐργασιῶν καὶ θὰ ὑποβάλουν ἔκθεσιν εἰς τὸ ὑπουργεῖον. Κατόπιν τούτου ἀναμένεται ἡ ἔκδοσις νέας ἀποφάσεως. — [207, 286, 392, 410]
article-body: ΑΘΗΝΑΙ, 24.— Κατὰ τὰς πληροφορίας τὰς ὁποίας ἐλάβομεν ἐκ τῶν ἁρμοδίων ὑπηρεσιῶν, ἡ σχετικὴ ἀπόφασις ἐλήφθη ὑπὸ τοῦ ὑπουργείου, τὸ ὁποῖον ἐξέδωσε καὶ τὰς σχετικὰς ἐγκυκλίους πρὸς τὰς ἐπαρχίας τῆς Βορείου Ἑλλάδος. Ἡ ἐφαρμογὴ τῶν μέτρων θὰ ἀρχίσῃ ἀπὸ τῆς προσεχοῦς ἑβδομάδος, ἐνῷ αἱ ἀρμόδιαι ἀρχαὶ παρακολουθοῦν τὴν ἐξέλιξιν τῶν ἐργασιῶν καὶ θὰ ὑποβάλουν ἔκθεσιν εἰς τὸ ὑπουργεῖον. Κατόπιν τούτου ἀναμένεται ἡ ἔκδοσις νέας ἀποφάσεως. — [999, 1445, 1180, 1569]
article-body: ΑΘΗΝΑΙ, 24.— Κατὰ τὰς πληροφορίας τὰς ὁποίας ἐλάβομεν ἐκ τῶν ἁρμοδίων ὑπηρεσιῶν, ἡ σχετικὴ ἀπόφασις ἐλήφθη ὑπὸ τοῦ ὑπουργείου, τὸ ὁποῖον ἐξέδωσε καὶ τὰς σχετικὰς ἐγκυκλίους πρὸς τὰς ἐπαρχίας τῆς Βορείου Ἑλλάδος. Ἡ ἐφαρμογὴ τῶν μέτρων θὰ ἀρχίσῃ ἀπὸ τῆς προσεχοῦς ἑβδομάδος, ἐνῷ αἱ ἀρμόδιαι ἀρχαὶ παρακολουθοῦν τὴν ἐξέλιξιν τῶν ἐργασιῶν καὶ θὰ ὑποβάλουν ἔκθεσιν εἰς τὸ ὑπουργεῖον. Κατόπιν τούτου ἀναμένεται ἡ ἔκδοσις νέας ἀποφάσεως. — [411, 1946, 612, 2060]
nomos-label: ΝΟΜΟΣ ΚΟΖΑΝΗΣ — [856, 1292, 948, 1303]
article-body: ΑΘΗΝΑΙ, 24.— Κατὰ τὰς πληροφορίας τὰς ὁποίας ἐλάβομεν ἐκ τῶν ἁρμοδίων ὑπηρεσιῶν, ἡ σχετικὴ ἀπόφασις ἐλήφθη ὑπὸ τοῦ ὑπουργείου, τὸ ὁποῖον ἐξέδωσε καὶ τὰς σχετικὰς ἐγκυκλίους πρὸς τὰς ἐπαρχίας τῆς Βορείου Ἑλλάδος. Ἡ ἐφαρμογὴ τῶν μέτρων θὰ ἀρχίσῃ ἀπὸ τῆς προσεχοῦς ἑβδομάδος, ἐνῷ αἱ ἀρμόδιαι ἀρχαὶ παρακολουθοῦν τὴν ἐξέλιξιν τῶν ἐργασιῶν καὶ θὰ ὑποβάλουν ἔκθεσιν εἰς τὸ ὑπουργεῖον. Κατόπιν τούτου ἀναμένεται ἡ ἔκδοσις νέας ἀποφάσεως. — [411, 1185, 612, 1299]
article-body: ΑΘΗΝΑΙ, 24.— Κατὰ τὰς πληροφορίας τὰς ὁποίας ἐλάβομεν ἐκ τῶν ἁρμοδίων ὑπηρεσιῶν, ἡ σχετικὴ ἀπόφασις ἐλήφθη ὑπὸ τοῦ ὑπουργείου, τὸ ὁποῖον ἐξέδωσε καὶ τὰς σχετικὰς ἐγκυκλίους πρὸς τὰς ἐπαρχίας τῆς Βορείου Ἑλλάδος. Ἡ ἐφαρμογὴ τῶν μέτρων θὰ ἀρχίσῃ ἀπὸ τῆς προσεχοῦς ἑβδομάδος, ἐνῷ αἱ ἀρμόδιαι ἀρχαὶ παρακολουθοῦν τὴν ἐξέλιξιν τῶν ἐργασιῶν καὶ θὰ ὑποβάλουν ἔκθεσιν εἰς τὸ ὑπουργεῖον. Κατόπιν τούτου ἀναμένεται ἡ ἔκδοσις νέας ἀποφάσεως. — [411, 1343, 612, 1458]
article-body: ΑΘΗΝΑΙ, 24.— Κατὰ τὰς πληροφορίας τὰς ὁποίας ἐλάβομεν ἐκ τῶν ἁρμοδίων ὑπηρεσιῶν, ἡ σχετικὴ ἀπόφασις ἐλήφθη ὑπὸ τοῦ ὑπουργείου, τὸ ὁποῖον ἐξέδωσε καὶ τὰς σχετικὰς ἐγκυκλίους πρὸς τὰς ἐπαρχίας τῆς Βορείου Ἑλλάδος. Ἡ ἐφαρμογὴ τῶν μέτρων θὰ ἀρχίσῃ ἀπὸ τῆς προσεχοῦς ἑβδομάδος, ἐνῷ αἱ ἀρμόδιαι ἀρχαὶ παρακολουθοῦν τὴν ἐξέλιξιν τῶν ἐργασιῶν καὶ θὰ ὑποβάλουν ἔκθεσιν εἰς τὸ ὑπουργεῖον. Κατόπιν τούτου ἀναμένεται ἡ ἔκδοσις νέας ἀποφάσεως. — [411, 245, 612, 359]
article-body: ΑΘΗΝΑΙ, 24.— Κατὰ τὰς πληροφορίας τὰς ὁποίας ἐλάβομεν ἐκ τῶν ἁρμοδίων ὑπηρεσιῶν, ἡ σχετικὴ ἀπόφασις ἐλήφθη ὑπὸ τοῦ ὑπουργείου, τὸ ὁποῖον ἐξέδωσε καὶ τὰς σχετικὰς ἐγκυκλίους πρὸς τὰς ἐπαρχίας τῆς Βορείου Ἑλλάδος. Ἡ ἐφαρμογὴ τῶν μέτρων θὰ ἀρχίσῃ ἀπὸ τῆς προσεχοῦς ἑβδομάδος, ἐνῷ αἱ ἀρμόδιαι ἀρχαὶ παρακολουθοῦν τὴν ἐξέλιξιν τῶν ἐργασιῶν καὶ θὰ ὑποβάλουν ἔκθεσιν εἰς τὸ ὑπουργεῖον. Κατόπιν τούτου ἀναμένεται ἡ ἔκδοσις νέας ἀποφάσεως. — [999, 1164, 1180, 1289]
subheadline: Ἀγοραῖον διεμέλισε κορασίδα εἰς τὴν Χαλκιδικὴν — [653, 331, 1151, 385]
article-body: ΑΘΗΝΑΙ, 24.— Κατὰ τὰς πληροφορίας τὰς ὁποίας ἐλάβομεν ἐκ τῶν ἁρμοδίων ὑπηρεσιῶν, ἡ σχετικὴ ἀπόφασις ἐλήφθη ὑπὸ τοῦ ὑπουργείου, τὸ ὁποῖον ἐξέδωσε καὶ τὰς σχετικὰς ἐγκυκλίους πρὸς τὰς ἐπαρχίας τῆς Βορείου Ἑλλάδος. Ἡ ἐφαρμογὴ τῶν μέτρων θὰ ἀρχίσῃ ἀπὸ τῆς προσεχοῦς ἑβδομάδος, ἐνῷ αἱ ἀρμόδιαι ἀρχαὶ παρακολουθοῦν τὴν ἐξέλιξιν τῶν ἐργασιῶν καὶ θὰ ὑποβάλουν ἔκθεσιν εἰς τὸ ὑπουργεῖον. Κατόπιν τούτου ἀναμένεται ἡ ἔκδοσις νέας ἀποφάσεως. — [811, 1164, 993, 1289]
subheadline: ΑΥΡΙΟΝ Η ΣΥΝΕΛΕΥΣΙΣ ΤΩΝ ΠΟΛΙΤΙΚΩΝ ΣΥΝΤΑΞΙΟΥΧΩΝ — [1012, 763, 1167, 804]
article-body: ΑΘΗΝΑΙ, 24.— Κατὰ τὰς πληροφορίας τὰς ὁποίας ἐλάβομεν ἐκ τῶν ἁρμοδίων ὑπηρεσιῶν, ἡ σχετικὴ ἀπόφασις ἐλήφθη ὑπὸ τοῦ ὑπουργείου, τὸ ὁποῖον ἐξέδωσε καὶ τὰς σχετικὰς ἐγκυκλίους πρὸς τὰς ἐπαρχίας τῆς Βορείου Ἑλλάδος. Ἡ ἐφαρμογὴ τῶν μέτρων θὰ ἀρχίσῃ ἀπὸ τῆς προσεχοῦς ἑβδομάδος, ἐνῷ αἱ ἀρμόδιαι ἀρχαὶ παρακολουθοῦν τὴν ἐξέλιξιν τῶν ἐργασιῶν καὶ θὰ ὑποβάλουν ἔκθεσιν εἰς τὸ ὑπουργεῖον. Κατόπιν τούτου ἀναμένεται ἡ ἔκδοσις νέας ἀποφάσεως. — [811, 811, 993, 936]
headline: 30 ΕΛΛΗΝΙΚΑ ΠΛΟΙΑ ΣΥΝΑΛΛΑΣΣΟΝΤΑΙ ΜΕΤΑ ΤΗΣ ΚΟΥΒΑΣ — [412, 200, 611, 241]
article — [618, 949, 1186, 1717]
headline: ΚΑΛΟΥΝΤΑΙ ΠΡΟΣ ΚΑΤΑΤΑΞΙΝ ΕΙΣ ΤΟ ΝΑΥΤΙΚΟΝ ΟΙ ΣΤΡΑΤΕΥΣΙΜΟΙ ΤΗΣ ΚΛΑΣΕΩΣ 1964Α΄ ΟΙ ΚΑΤΑΓΟΜΕΝΟΙ ΕΚ ΜΑΚΕΔΟΝΙΑΣ ΚΑΙ ΘΡΑΚΗΣ — [636, 947, 1168, 1005]
section-label: ΝΕΚΡΟΣ ΕΚ ΚΕΡΑΥΝΟΥ — [1427, 90, 1543, 101]
article-body: ΑΘΗΝΑΙ, 24.— Κατὰ τὰς πληροφορίας τὰς ὁποίας ἐλάβομεν ἐκ τῶν ἁρμοδίων ὑπηρεσιῶν, ἡ σχετικὴ ἀπόφασις ἐλήφθη ὑπὸ τοῦ ὑπουργείου, τὸ ὁποῖον ἐξέδωσε καὶ τὰς σχετικὰς ἐγκυκλίους πρὸς τὰς ἐπαρχίας τῆς Βορείου Ἑλλάδος. Ἡ ἐφαρμογὴ τῶν μέτρων θὰ ἀρχίσῃ ἀπὸ τῆς προσεχοῦς ἑβδομάδος, ἐνῷ αἱ ἀρμόδιαι ἀρχαὶ παρακολουθοῦν τὴν ἐξέλιξιν τῶν ἐργασιῶν καὶ θὰ ὑποβάλουν ἔκθεσιν εἰς τὸ ὑπουργεῖον. Κατόπιν τούτου ἀναμένεται ἡ ἔκδοσις νέας ἀποφάσεως. — [624, 1024, 805, 1149]
article-body: ΑΘΗΝΑΙ, 24.— Κατὰ τὰς πληροφορίας τὰς ὁποίας ἐλάβομεν ἐκ τῶν ἁρμοδίων ὑπηρεσιῶν, ἡ σχετικὴ ἀπόφασις ἐλήφθη ὑπὸ τοῦ ὑπουργείου, τὸ ὁποῖον ἐξέδωσε καὶ τὰς σχετικὰς ἐγκυκλίους πρὸς τὰς ἐπαρχίας τῆς Βορείου Ἑλλάδος. Ἡ ἐφαρμογὴ τῶν μέτρων θὰ ἀρχίσῃ ἀπὸ τῆς προσεχοῦς ἑβδομάδος, ἐνῷ αἱ ἀρμόδιαι ἀρχαὶ παρακολουθοῦν τὴν ἐξέλιξιν τῶν ἐργασιῶν καὶ θὰ ὑποβάλουν ἔκθεσιν εἰς τὸ ὑπουργεῖον. Κατόπιν τούτου ἀναμένεται ἡ ἔκδοσις νέας ἀποφάσεως. — [624, 1757, 805, 1882]
headline: ΣΗΜΑΝΤΙΚΗ Η ΑΥΞΗΣΙΣ ΤΗΣ ΚΙΝΗΣΕΩΣ ΕΙΣ ΤΟ ΕΛΛΗΝΙΚΟΝ — [416, 641, 607, 682]
nomos-label: ΝΟΜΟΣ ΘΕΣΣΑΛΟΝΙΚΗΣ — [654, 1152, 776, 1163]
article — [405, 1628, 618, 1779]
headline: ΔΕΞΙΩΣΙΣ ΕΠΙ ΤΗ ΔΕΚΑΠΕΝΤΑΕΤΙΑ ΑΠΟ ΤΗΣ ΕΦΑΡΜΟΓΗΣ ΤΟΥ ΠΡΟΓΡΑΜΜΑΤΟΣ ΤΩΝ ΕΚΠΑΙΔΕΥΤΙΚΩΝ ΑΝΤΑΛΛΑΓΩΝ — [658, 1722, 1146, 1753]
main-headline: έκ τῶν τροχαίων δυστυχημάτων — [674, 155, 1130, 270]
section-label: ΝΕΚΡΑ ΕΙΣ ΧΑΛΚΙΔΙΚΗΝ — [655, 518, 775, 529]
article — [1186, 239, 1586, 1019]
article — [405, 1471, 618, 1622]
article-body: ΑΘΗΝΑΙ, 24.— Κατὰ τὰς πληροφορίας τὰς ὁποίας ἐλάβομεν ἐκ τῶν ἁρμοδίων ὑπηρεσιῶν, ἡ σχετικὴ ἀπόφασις ἐλήφθη ὑπὸ τοῦ ὑπουργείου, τὸ ὁποῖον ἐξέδωσε καὶ τὰς σχετικὰς ἐγκυκλίους πρὸς τὰς ἐπαρχίας τῆς Βορείου Ἑλλάδος. Ἡ ἐφαρμογὴ τῶν μέτρων θὰ ἀρχίσῃ ἀπὸ τῆς προσεχοῦς ἑβδομάδος, ἐνῷ αἱ ἀρμόδιαι ἀρχαὶ παρακολουθοῦν τὴν ἐξέλιξιν τῶν ἐργασιῶν καὶ θὰ ὑποβάλουν ἔκθεσιν εἰς τὸ ὑπουργεῖον. Κατόπιν τούτου ἀναμένεται ἡ ἔκδοσις νέας ἀποφάσεως. — [1390, 337, 1580, 461]
article-body: ΑΘΗΝΑΙ, 24.— Κατὰ τὰς πληροφορίας τὰς ὁποίας ἐλάβομεν ἐκ τῶν ἁρμοδίων ὑπηρεσιῶν, ἡ σχετικὴ ἀπόφασις ἐλήφθη ὑπὸ τοῦ ὑπουργείου, τὸ ὁποῖον ἐξέδωσε καὶ τὰς σχετικὰς ἐγκυκλίους πρὸς τὰς ἐπαρχίας τῆς Βορείου Ἑλλάδος. Ἡ ἐφαρμογὴ τῶν μέτρων θὰ ἀρχίσῃ ἀπὸ τῆς προσεχοῦς ἑβδομάδος, ἐνῷ αἱ ἀρμόδιαι ἀρχαὶ παρακολουθοῦν τὴν ἐξέλιξιν τῶν ἐργασιῶν καὶ θὰ ὑποβάλουν ἔκθεσιν εἰς τὸ ὑπουργεῖον. Κατόπιν τούτου ἀναμένεται ἡ ἔκδοσις νέας ἀποφάσεως. — [1390, 1504, 1580, 1628]
article-body: ΑΘΗΝΑΙ, 24.— Κατὰ τὰς πληροφορίας τὰς ὁποίας ἐλάβομεν ἐκ τῶν ἁρμοδίων ὑπηρεσιῶν, ἡ σχετικὴ ἀπόφασις ἐλήφθη ὑπὸ τοῦ ὑπουργείου, τὸ ὁποῖον ἐξέδωσε καὶ τὰς σχετικὰς ἐγκυκλίους πρὸς τὰς ἐπαρχίας τῆς Βορείου Ἑλλάδος. Ἡ ἐφαρμογὴ τῶν μέτρων θὰ ἀρχίσῃ ἀπὸ τῆς προσεχοῦς ἑβδομάδος, ἐνῷ αἱ ἀρμόδιαι ἀρχαὶ παρακολουθοῦν τὴν ἐξέλιξιν τῶν ἐργασιῶν καὶ θὰ ὑποβάλουν ἔκθεσιν εἰς τὸ ὑπουργεῖον. Κατόπιν τούτου ἀναμένεται ἡ ἔκδοσις νέας ἀποφάσεως. — [207, 589, 392, 714]
article — [405, 372, 618, 637]
headline: ΠΟΛΛΑΙ ΞΕΝΑΙ ΕΠΙΧΕΙΡΗΣΕΙΣ ΕΝΔΙΑΦΕΡΟΝΤΑΙ ΔΙΑ ΤΗΝ ΑΓΟΡΑΝ ΕΚΤΑΣΕΩΝ ΕΙΣ ΤΗΝ ΕΛΛΑΔΑ ΠΡΟΣ ΕΓΚΑΤΑΣΤΑΣΙΝ ΜΕΓΑΛΩΝ ΒΙΟΜΗΧΑΝΙΩΝ — [16, 17, 390, 64]
headline-box — [624, 271, 1180, 325]
section-label: ΕΙΣ ΤΡΑΥΜΑΤΙΑΙ — [861, 658, 943, 669]
article — [405, 813, 618, 965]
nomos-label: ΝΟΜΟΣ ΣΕΡΡΩΝ — [861, 1433, 943, 1444]
article-body: ΑΘΗΝΑΙ, 24.— Κατὰ τὰς πληροφορίας τὰς ὁποίας ἐλάβομεν ἐκ τῶν ἁρμοδίων ὑπηρεσιῶν, ἡ σχετικὴ ἀπόφασις ἐλήφθη ὑπὸ τοῦ ὑπουργείου, τὸ ὁποῖον ἐξέδωσε καὶ τὰς σχετικὰς ἐγκυκλίους πρὸς τὰς ἐπαρχίας τῆς Βορείου Ἑλλάδος. Ἡ ἐφαρμογὴ τῶν μέτρων θὰ ἀρχίσῃ ἀπὸ τῆς προσεχοῦς ἑβδομάδος, ἐνῷ αἱ ἀρμόδιαι ἀρχαὶ παρακολουθοῦν τὴν ἐξέλιξιν τῶν ἐργασιῶν καὶ θὰ ὑποβάλουν ἔκθεσιν εἰς τὸ ὑπουργεῖον. Κατόπιν τούτου ἀναμένεται ἡ ἔκδοσις νέας ἀποφάσεως. — [811, 1445, 993, 1569]
headline: ΤΟ ΝΟΜΟΣΧΕΔΙΟΝ ΠΕΡΙ ΣΥΝΤΑΞΙΟΔΟΤΗΣΕΩΣ ΤΩΝ ΑΓΡΟΦΥΛΑΚΩΝ — [424, 970, 599, 1011]
article-body: ΑΘΗΝΑΙ, 24.— Κατὰ τὰς πληροφορίας τὰς ὁποίας ἐλάβομεν ἐκ τῶν ἁρμοδίων ὑπηρεσιῶν, ἡ σχετικὴ ἀπόφασις ἐλήφθη ὑπὸ τοῦ ὑπουργείου, τὸ ὁποῖον ἐξέδωσε καὶ τὰς σχετικὰς ἐγκυκλίους πρὸς τὰς ἐπαρχίας τῆς Βορείου Ἑλλάδος. Ἡ ἐφαρμογὴ τῶν μέτρων θὰ ἀρχίσῃ ἀπὸ τῆς προσεχοῦς ἑβδομάδος, ἐνῷ αἱ ἀρμόδιαι ἀρχαὶ παρακολουθοῦν τὴν ἐξέλιξιν τῶν ἐργασιῶν καὶ θὰ ὑποβάλουν ἔκθεσιν εἰς τὸ ὑπουργεῖον. Κατόπιν τούτου ἀναμένεται ἡ ἔκδοσις νέας ἀποφάσεως. — [411, 1015, 612, 1129]
article — [405, 643, 618, 808]
subheadline: ΥΠΗΡΕΣΙΑ ΜΕΤΑΔΟΣΕΩΣ ΓΕΩΡΓΙΚΩΝ ΠΛΗΡΟΦΟΡΙΩΝ — [1391, 980, 1579, 1008]
subheadline: ΤΟ ΕΡΓΟΣΤΑΣΙΟΝ ΤΟΥ ΜΑΤΣΑΓΓΟΥ — [1410, 820, 1560, 848]
headline: ΚΑΤΑ ΤΗΝ ΓΝΩΜΗΝ ΤΩΝ ΥΠΗΡΕΣΙΑΚΩΝ ΠΑΡΑΓΟΝΤΩΝ Η ΖΑΧΑΡΙΣ ΠΡΟΚΕΙΤΑΙ ΝΑ ΑΥΞΗΘΗ ΚΑΤΑ 3—4 ΔΡΑΧΜΑΣ — [17, 726, 389, 767]
section-label: ΝΕΚΡΟΣ ΕΙΣ ΑΤΤΙΚΗΝ — [848, 799, 956, 810]
article-body: ΑΘΗΝΑΙ, 24.— Κατὰ τὰς πληροφορίας τὰς ὁποίας ἐλάβομεν ἐκ τῶν ἁρμοδίων ὑπηρεσιῶν, ἡ σχετικὴ ἀπόφασις ἐλήφθη ὑπὸ τοῦ ὑπουργείου, τὸ ὁποῖον ἐξέδωσε καὶ τὰς σχετικὰς ἐγκυκλίους πρὸς τὰς ἐπαρχίας τῆς Βορείου Ἑλλάδος. Ἡ ἐφαρμογὴ τῶν μέτρων θὰ ἀρχίσῃ ἀπὸ τῆς προσεχοῦς ἑβδομάδος, ἐνῷ αἱ ἀρμόδιαι ἀρχαὶ παρακολουθοῦν τὴν ἐξέλιξιν τῶν ἐργασιῶν καὶ θὰ ὑποβάλουν ἔκθεσιν εἰς τὸ ὑπουργεῖον. Κατόπιν τούτου ἀναμένεται ἡ ἔκδοσις νέας ἀποφάσεως. — [624, 670, 805, 796]
article-body: ΑΘΗΝΑΙ, 24.— Κατὰ τὰς πληροφορίας τὰς ὁποίας ἐλάβομεν ἐκ τῶν ἁρμοδίων ὑπηρεσιῶν, ἡ σχετικὴ ἀπόφασις ἐλήφθη ὑπὸ τοῦ ὑπουργείου, τὸ ὁποῖον ἐξέδωσε καὶ τὰς σχετικὰς ἐγκυκλίους πρὸς τὰς ἐπαρχίας τῆς Βορείου Ἑλλάδος. Ἡ ἐφαρμογὴ τῶν μέτρων θὰ ἀρχίσῃ ἀπὸ τῆς προσεχοῦς ἑβδομάδος, ἐνῷ αἱ ἀρμόδιαι ἀρχαὶ παρακολουθοῦν τὴν ἐξέλιξιν τῶν ἐργασιῶν καὶ θὰ ὑποβάλουν ἔκθεσιν εἰς τὸ ὑπουργεῖον. Κατόπιν τούτου ἀναμένεται ἡ ἔκδοσις νέας ἀποφάσεως. — [624, 1304, 805, 1429]
article-body: ΑΘΗΝΑΙ, 24.— Κατὰ τὰς πληροφορίας τὰς ὁποίας ἐλάβομεν ἐκ τῶν ἁρμοδίων ὑπηρεσιῶν, ἡ σχετικὴ ἀπόφασις ἐλήφθη ὑπὸ τοῦ ὑπουργείου, τὸ ὁποῖον ἐξέδωσε καὶ τὰς σχετικὰς ἐγκυκλίους πρὸς τὰς ἐπαρχίας τῆς Βορείου Ἑλλάδος. Ἡ ἐφαρμογὴ τῶν μέτρων θὰ ἀρχίσῃ ἀπὸ τῆς προσεχοῦς ἑβδομάδος, ἐνῷ αἱ ἀρμόδιαι ἀρχαὶ παρακολουθοῦν τὴν ἐξέλιξιν τῶν ἐργασιῶν καὶ θὰ ὑποβάλουν ἔκθεσιν εἰς τὸ ὑπουργεῖον. Κατόπιν τούτου ἀναμένεται ἡ ἔκδοσις νέας ἀποφάσεως. — [14, 1279, 392, 1342]
article-body: ΑΘΗΝΑΙ, 24.— Κατὰ τὰς πληροφορίας τὰς ὁποίας ἐλάβομεν ἐκ τῶν ἁρμοδίων ὑπηρεσιῶν, ἡ σχετικὴ ἀπόφασις ἐλήφθη ὑπὸ τοῦ ὑπουργείου, τὸ ὁποῖον ἐξέδωσε καὶ τὰς σχετικὰς ἐγκυκλίους πρὸς τὰς ἐπαρχίας τῆς Βορείου Ἑλλάδος. Ἡ ἐφαρμογὴ τῶν μέτρων θὰ ἀρχίσῃ ἀπὸ τῆς προσεχοῦς ἑβδομάδος, ἐνῷ αἱ ἀρμόδιαι ἀρχαὶ παρακολουθοῦν τὴν ἐξέλιξιν τῶν ἐργασιῶν καὶ θὰ ὑποβάλουν ἔκθεσιν εἰς τὸ ὑπουργεῖον. Κατόπιν τούτου ἀναμένεται ἡ ἔκδοσις νέας ἀποφάσεως. — [811, 390, 993, 515]
nomos-label: ΝΟΜΟΣ ΧΑΛΚΙΔΙΚΗΣ — [663, 1573, 767, 1584]
nomos-label: ΝΟΜΟΣ ΠΕΛΛΗΣ — [1047, 1292, 1131, 1303]
article-body: ΑΘΗΝΑΙ, 24.— Κατὰ τὰς πληροφορίας τὰς ὁποίας ἐλάβομεν ἐκ τῶν ἁρμοδίων ὑπηρεσιῶν, ἡ σχετικὴ ἀπόφασις ἐλήφθη ὑπὸ τοῦ ὑπουργείου, τὸ ὁποῖον ἐξέδωσε καὶ τὰς σχετικὰς ἐγκυκλίους πρὸς τὰς ἐπαρχίας τῆς Βορείου Ἑλλάδος. Ἡ ἐφαρμογὴ τῶν μέτρων θὰ ἀρχίσῃ ἀπὸ τῆς προσεχοῦς ἑβδομάδος, ἐνῷ αἱ ἀρμόδιαι ἀρχαὶ παρακολουθοῦν τὴν ἐξέλιξιν τῶν ἐργασιῶν καὶ θὰ ὑποβάλουν ἔκθεσιν εἰς τὸ ὑπουργεῖον. Κατόπιν τούτου ἀναμένεται ἡ ἔκδοσις νέας ἀποφάσεως. — [999, 1024, 1180, 1149]
article-body: ΑΘΗΝΑΙ, 24.— Κατὰ τὰς πληροφορίας τὰς ὁποίας ἐλάβομεν ἐκ τῶν ἁρμοδίων ὑπηρεσιῶν, ἡ σχετικὴ ἀπόφασις ἐλήφθη ὑπὸ τοῦ ὑπουργείου, τὸ ὁποῖον ἐξέδωσε καὶ τὰς σχετικὰς ἐγκυκλίους πρὸς τὰς ἐπαρχίας τῆς Βορείου Ἑλλάδος. Ἡ ἐφαρμογὴ τῶν μέτρων θὰ ἀρχίσῃ ἀπὸ τῆς προσεχοῦς ἑβδομάδος, ἐνῷ αἱ ἀρμόδιαι ἀρχαὶ παρακολουθοῦν τὴν ἐξέλιξιν τῶν ἐργασιῶν καὶ θὰ ὑποβάλουν ἔκθεσιν εἰς τὸ ὑπουργεῖον. Κατόπιν τούτου ἀναμένεται ἡ ἔκδοσις νέας ἀποφάσεως. — [624, 1445, 805, 1569]
subheadline: ΑΙ ΕΝΣΤΑΣΕΙΣ ΔΙΑ ΤΟΥΣ ΕΚΛΟΓΙΚΟΥΣ ΚΑΤΑΛΟΓΟΥΣ — [28, 770, 378, 785]
headline: ΟΙ ΕΝΟΡΚΟΙ ΤΟΥ ΚΑΚΟΥΡΓΙΟΔΙΚΕΙΟΥ ΚΑΣΤΟΡΙΑΣ — [35, 1070, 371, 1085]
section-label: ΘΑΝΑΤΟΣ ΚΑΤΑ ΠΟΔΗΛΑΤΟΥ — [641, 658, 789, 669]
subheadline: ΑΡΧΑΙΟΛΟΓΙΚΟΙ ΧΩΡΟΙ ΚΑΙ ΙΣΤΟΡΙΚΑ ΜΝΗΜΕΙΑ — [40, 915, 366, 930]
article — [8, 727, 398, 1066]
subheadline: ΔΥΣΕΙΣ ΖΗΤΟΥΝ ΟΙ ΥΠΑΛΛΗΛΟΙ ΤΟΥΡΙΣΤΙΚΩΝ ΕΠΑΓΓΕΛΜΑΤΩΝ — [1395, 292, 1575, 333]
article — [405, 971, 618, 1135]
subheadline: ΤΟ ΑΕΡΟΔΡΟΜΙΟΝ ΤΗΣ ΚΩ ΘΑ ΛΕΙΤΟΥΡΓΗΣΗ ΚΑΤΑ ΤΑ ΤΕΛΗ ΙΟΥΛΙΟΥ — [1393, 1459, 1577, 1500]
nomos-label: ΝΟΜΟΣ ΕΒΡΟΥ — [864, 1012, 940, 1023]
article-body: ΑΘΗΝΑΙ, 24.— Κατὰ τὰς πληροφορίας τὰς ὁποίας ἐλάβομεν ἐκ τῶν ἁρμοδίων ὑπηρεσιῶν, ἡ σχετικὴ ἀπόφασις ἐλήφθη ὑπὸ τοῦ ὑπουργείου, τὸ ὁποῖον ἐξέδωσε καὶ τὰς σχετικὰς ἐγκυκλίους πρὸς τὰς ἐπαρχίας τῆς Βορείου Ἑλλάδος. Ἡ ἐφαρμογὴ τῶν μέτρων θὰ ἀρχίσῃ ἀπὸ τῆς προσεχοῦς ἑβδομάδος, ἐνῷ αἱ ἀρμόδιαι ἀρχαὶ παρακολουθοῦν τὴν ἐξέλιξιν τῶν ἐργασιῶν καὶ θὰ ὑποβάλουν ἔκθεσιν εἰς τὸ ὑπουργεῖον. Κατόπιν τούτου ἀναμένεται ἡ ἔκδοσις νέας ἀποφάσεως. — [624, 530, 805, 655]
article — [618, 390, 1186, 943]
article-body: ΑΘΗΝΑΙ, 24.— Κατόπιν ἀποφάσεως τοῦ διοικητικοῦ συμβουλίου τῆς ΟΛΜΕ ἡ γενικὴ συνέλευσις θὰ συνέλθῃ τὴν 15ην Ἰουλίου. — [14, 589, 199, 631]
article-body: ΑΘΗΝΑΙ, 24.— Κατὰ τὰς πληροφορίας τὰς ὁποίας ἐλάβομεν ἐκ τῶν ἁρμοδίων ὑπηρεσιῶν, ἡ σχετικὴ ἀπόφασις ἐλήφθη ὑπὸ τοῦ ὑπουργείου, τὸ ὁποῖον ἐξέδωσε καὶ τὰς σχετικὰς ἐγκυκλίους πρὸς τὰς ἐπαρχίας τῆς Βορείου Ἑλλάδος. Ἡ ἐφαρμογὴ τῶν μέτρων θὰ ἀρχίσῃ ἀπὸ τῆς προσεχοῦς ἑβδομάδος, ἐνῷ αἱ ἀρμόδιαι ἀρχαὶ παρακολουθοῦν τὴν ἐξέλιξιν τῶν ἐργασιῶν καὶ θὰ ὑποβάλουν ἔκθεσιν εἰς τὸ ὑπουργεῖον. Κατόπιν τούτου ἀναμένεται ἡ ἔκδοσις νέας ἀποφάσεως. — [14, 453, 392, 516]
headline: ΝΕΑΡΟΣ ΕΦΟΝΕΥΘΗ ΕΚ ΣΥΓΚΡΟΥΣΕΩΣ ΕΙΣ ΔΕΡΒΕΝΙ ΚΑΙ ΓΡΑΙΑ ΥΠΟ ΠΟΔΗΛΑΤΟΥ ΕΙΣ ΣΤΑΥΡΟΥΠΟΛΙΝ — [635, 278, 1169, 317]
article-body: ΑΘΗΝΑΙ, 24.— Κατὰ τὰς πληροφορίας τὰς ὁποίας ἐλάβομεν ἐκ τῶν ἁρμοδίων ὑπηρεσιῶν, ἡ σχετικὴ ἀπόφασις ἐλήφθη ὑπὸ τοῦ ὑπουργείου, τὸ ὁποῖον ἐξέδωσε καὶ τὰς σχετικὰς ἐγκυκλίους πρὸς τὰς ἐπαρχίας τῆς Βορείου Ἑλλάδος. Ἡ ἐφαρμογὴ τῶν μέτρων θὰ ἀρχίσῃ ἀπὸ τῆς προσεχοῦς ἑβδομάδος, ἐνῷ αἱ ἀρμόδιαι ἀρχαὶ παρακολουθοῦν τὴν ἐξέλιξιν τῶν ἐργασιῶν καὶ θὰ ὑποβάλουν ἔκθεσιν εἰς τὸ ὑπουργεῖον. Κατόπιν τούτου ἀναμένεται ἡ ἔκδοσις νέας ἀποφάσεως. — [624, 811, 805, 936]
article — [1186, 1025, 1586, 1406]
article — [618, 1723, 1186, 1889]
article-body: ΑΘΗΝΑΙ, 24.— Κατὰ τὰς πληροφορίας τὰς ὁποίας ἐλάβομεν ἐκ τῶν ἁρμοδίων ὑπηρεσιῶν, ἡ σχετικὴ ἀπόφασις ἐλήφθη ὑπὸ τοῦ ὑπουργείου, τὸ ὁποῖον ἐξέδωσε καὶ τὰς σχετικὰς ἐγκυκλίους πρὸς τὰς ἐπαρχίας τῆς Βορείου Ἑλλάδος. Ἡ ἐφαρμογὴ τῶν μέτρων θὰ ἀρχίσῃ ἀπὸ τῆς προσεχοῦς ἑβδομάδος, ἐνῷ αἱ ἀρμόδιαι ἀρχαὶ παρακολουθοῦν τὴν ἐξέλιξιν τῶν ἐργασιῶν καὶ θὰ ὑποβάλουν ἔκθεσιν εἰς τὸ ὑπουργεῖον. Κατόπιν τούτου ἀναμένεται ἡ ἔκδοσις νέας ἀποφάσεως. — [14, 1372, 199, 1498]
subheadline: ΟΙ ΜΑΘΗΤΑΙ ΤΟΥ Ε΄ ΕΙΣ ΓΡΕΒΕΝΑ ΚΑΙ ΚΑΛΑΜΠΑΚΑΝ — [1405, 648, 1565, 689]
nomos-label: ΝΟΜΟΣ ΚΙΛΚΙΣ — [677, 1292, 753, 1303]
article-body: ΑΘΗΝΑΙ, 24.— Ἀπεφασίσθη σήμερον ἡ μείωσις τῶν τιμῶν ὑφαρχῶν τοῦ δυγ-ἀλιετρίου ὑπὸ τῆς ἁρμοδίας ἐπιτροπῆς διὰ τὴν προσεχῆ περίοδον. — [14, 286, 199, 328]
headline: ΚΑΤΗΡΤΙΣΘΗ ΚΑΙ ΚΑΤΕΤΕΘΗ ΠΡΟΣ ΨΗΦΙΣΙΝ ΝΟΜΟΣΧΕΔΙΟΝ ΚΑΘΟΡΙΖΟΝ ΤΟΝ ΤΡΟΠΟΝ ΤΗΣ ΑΣΚΗΣΕΩΣ ΤΟΥ ΠΛΑΝΟΔΙΟΥ ΕΜΠΟΡΙΟΥ — [1201, 238, 1571, 285]
headline: ΔΙΕΤΗΣ ΦΥΛΑΚΙΣΙΣ ΔΙ ΑΠΑΤΗΝ ΕΙΣ ΒΑΡΟΣ ΧΩΡΙΚΩΝ — [438, 1140, 585, 1181]
subheadline: ΑΠΟ ΤΗΝ ΦΛΩΡΙΝΑΝ — [229, 1677, 370, 1692]
article — [8, 1355, 398, 1505]
article-body: ΑΘΗΝΑΙ, 24.— Κατὰ τὰς πληροφορίας τὰς ὁποίας ἐλάβομεν ἐκ τῶν ἁρμοδίων ὑπηρεσιῶν, ἡ σχετικὴ ἀπόφασις ἐλήφθη ὑπὸ τοῦ ὑπουργείου, τὸ ὁποῖον ἐξέδωσε καὶ τὰς σχετικὰς ἐγκυκλίους πρὸς τὰς ἐπαρχίας τῆς Βορείου Ἑλλάδος. Ἡ ἐφαρμογὴ τῶν μέτρων θὰ ἀρχίσῃ ἀπὸ τῆς προσεχοῦς ἑβδομάδος, ἐνῷ αἱ ἀρμόδιαι ἀρχαὶ παρακολουθοῦν τὴν ἐξέλιξιν τῶν ἐργασιῶν καὶ θὰ ὑποβάλουν ἔκθεσιν εἰς τὸ ὑπουργεῖον. Κατόπιν τούτου ἀναμένεται ἡ ἔκδοσις νέας ἀποφάσεως. — [999, 1304, 1180, 1429]
headline: ΚΑΤΑΔΙΚΗ ΟΔΗΓΟΥ ΔΙ ΑΝΘΡΩΠΟΚΤΟΝΙΑΝ — [436, 1311, 587, 1339]
column-3 — [617, 14, 1186, 2314]
article-body: ΑΘΗΝΑΙ, 24.— Κατὰ τὰς πληροφορίας τὰς ὁποίας ἐλάβομεν ἐκ τῶν ἁρμοδίων ὑπηρεσιῶν, ἡ σχετικὴ ἀπόφασις ἐλήφθη ὑπὸ τοῦ ὑπουργείου, τὸ ὁποῖον ἐξέδωσε καὶ τὰς σχετικὰς ἐγκυκλίους πρὸς τὰς ἐπαρχίας τῆς Βορείου Ἑλλάδος. Ἡ ἐφαρμογὴ τῶν μέτρων θὰ ἀρχίσῃ ἀπὸ τῆς προσεχοῦς ἑβδομάδος, ἐνῷ αἱ ἀρμόδιαι ἀρχαὶ παρακολουθοῦν τὴν ἐξέλιξιν τῶν ἐργασιῶν καὶ θὰ ὑποβάλουν ἔκθεσιν εἰς τὸ ὑπουργεῖον. Κατόπιν τούτου ἀναμένεται ἡ ἔκδοσις νέας ἀποφάσεως. — [1390, 852, 1580, 978]
article-body: ΑΘΗΝΑΙ, 24.— Κατὰ τὰς πληροφορίας τὰς ὁποίας ἐλάβομεν ἐκ τῶν ἁρμοδίων ὑπηρεσιῶν, ἡ σχετικὴ ἀπόφασις ἐλήφθη ὑπὸ τοῦ ὑπουργείου, τὸ ὁποῖον ἐξέδωσε καὶ τὰς σχετικὰς ἐγκυκλίους πρὸς τὰς ἐπαρχίας τῆς Βορείου Ἑλλάδος. Ἡ ἐφαρμογὴ τῶν μέτρων θὰ ἀρχίσῃ ἀπὸ τῆς προσεχοῦς ἑβδομάδος, ἐνῷ αἱ ἀρμόδιαι ἀρχαὶ παρακολουθοῦν τὴν ἐξέλιξιν τῶν ἐργασιῶν καὶ θὰ ὑποβάλουν ἔκθεσιν εἰς τὸ ὑπουργεῖον. Κατόπιν τούτου ἀναμένεται ἡ ἔκδοσις νέας ἀποφάσεως. — [624, 390, 805, 515]
headline: ΟΙ ΕΝΟΡΚΟΙ ΤΟΥ ΚΑΚΟΥΡΓΙΟΔΙΚΕΙΟΥ ΞΑΝΘΗΣ — [46, 1353, 360, 1368]
nomos-label: ΝΟΜΟΣ ΦΛΩΡΙΝΗΣ — [1041, 1433, 1137, 1444]
article-body: ΑΘΗΝΑΙ, 24.— Κατὰ τὰς πληροφορίας τὰς ὁποίας ἐλάβομεν ἐκ τῶν ἁρμοδίων ὑπηρεσιῶν, ἡ σχετικὴ ἀπόφασις ἐλήφθη ὑπὸ τοῦ ὑπουργείου, τὸ ὁποῖον ἐξέδωσε καὶ τὰς σχετικὰς ἐγκυκλίους πρὸς τὰς ἐπαρχίας τῆς Βορείου Ἑλλάδος. Ἡ ἐφαρμογὴ τῶν μέτρων θὰ ἀρχίσῃ ἀπὸ τῆς προσεχοῦς ἑβδομάδος, ἐνῷ αἱ ἀρμόδιαι ἀρχαὶ παρακολουθοῦν τὴν ἐξέλιξιν τῶν ἐργασιῶν καὶ θὰ ὑποβάλουν ἔκθεσιν εἰς τὸ ὑπουργεῖον. Κατόπιν τούτου ἀναμένεται ἡ ἔκδοσις νέας ἀποφάσεως. — [207, 1549, 392, 1674]
article-body: ΑΘΗΝΑΙ, 24.— Κατὰ τὰς πληροφορίας τὰς ὁποίας ἐλάβομεν ἐκ τῶν ἁρμοδίων ὑπηρεσιῶν, ἡ σχετικὴ ἀπόφασις ἐλήφθη ὑπὸ τοῦ ὑπουργείου, τὸ ὁποῖον ἐξέδωσε καὶ τὰς σχετικὰς ἐγκυκλίους πρὸς τὰς ἐπαρχίας τῆς Βορείου Ἑλλάδος. Ἡ ἐφαρμογὴ τῶν μέτρων θὰ ἀρχίσῃ ἀπὸ τῆς προσεχοῦς ἑβδομάδος, ἐνῷ αἱ ἀρμόδιαι ἀρχαὶ παρακολουθοῦν τὴν ἐξέλιξιν τῶν ἐργασιῶν καὶ θὰ ὑποβάλουν ἔκθεσιν εἰς τὸ ὑπουργεῖον. Κατόπιν τούτου ἀναμένεται ἡ ἔκδοσις νέας ἀποφάσεως. — [207, 1120, 392, 1246]
subheadline: ΤΟ ΚΤΙΡΙΑΚΟΝ ΠΡΟΒΛΗΜΑ ΤΗΣ ΡΑΔΙΟΦΩΝΙΑΣ ΚΑΙ ΤΗΣ ΤΗΛΕΟΡΑΣΕΩΣ — [16, 1248, 390, 1276]
article — [8, 1511, 398, 1828]
newspaper-page — [8, 14, 1585, 2314]
subheadline: ΤΗΝ 15ΗΝ ΙΟΥΛΙΟΥ Η ΓΕΝΙΚΗ ΣΥΝΕΛΕΥΣΙΣ ΤΗΣ ΟΛΜΕ — [20, 571, 386, 585]
article-body: ΑΘΗΝΑΙ, 24.— Κατὰ τὰς πληροφορίας τὰς ὁποίας ἐλάβομεν ἐκ τῶν ἁρμοδίων ὑπηρεσιῶν, ἡ σχετικὴ ἀπόφασις ἐλήφθη ὑπὸ τοῦ ὑπουργείου, τὸ ὁποῖον ἐξέδωσε καὶ τὰς σχετικὰς ἐγκυκλίους πρὸς τὰς ἐπαρχίας τῆς Βορείου Ἑλλάδος. Ἡ ἐφαρμογὴ τῶν μέτρων θὰ ἀρχίσῃ ἀπὸ τῆς προσεχοῦς ἑβδομάδος, ἐνῷ αἱ ἀρμόδιαι ἀρχαὶ παρακολουθοῦν τὴν ἐξέλιξιν τῶν ἐργασιῶν καὶ θὰ ὑποβάλουν ἔκθεσιν εἰς τὸ ὑπουργεῖον. Κατόπιν τούτου ἀναμένεται ἡ ἔκδοσις νέας ἀποφάσεως. — [1390, 1676, 1580, 1800]
article-body: ΑΘΗΝΑΙ, 24.— Κατὰ τὰς πληροφορίας τὰς ὁποίας ἐλάβομεν ἐκ τῶν ἁρμοδίων ὑπηρεσιῶν, ἡ σχετικὴ ἀπόφασις ἐλήφθη ὑπὸ τοῦ ὑπουργείου, τὸ ὁποῖον ἐξέδωσε καὶ τὰς σχετικὰς ἐγκυκλίους πρὸς τὰς ἐπαρχίας τῆς Βορείου Ἑλλάδος. Ἡ ἐφαρμογὴ τῶν μέτρων θὰ ἀρχίσῃ ἀπὸ τῆς προσεχοῦς ἑβδομάδος, ἐνῷ αἱ ἀρμόδιαι ἀρχαὶ παρακολουθοῦν τὴν ἐξέλιξιν τῶν ἐργασιῶν καὶ θὰ ὑποβάλουν ἔκθεσιν εἰς τὸ ὑπουργεῖον. Κατόπιν τούτου ἀναμένεται ἡ ἔκδοσις νέας ἀποφάσεως. — [14, 789, 199, 913]
article — [1186, 18, 1586, 233]
article-body: ΑΘΗΝΑΙ, 24.— Κατὰ τὰς πληροφορίας τὰς ὁποίας ἐλάβομεν ἐκ τῶν ἁρμοδίων ὑπηρεσιῶν, ἡ σχετικὴ ἀπόφασις ἐλήφθη ὑπὸ τοῦ ὑπουργείου, τὸ ὁποῖον ἐξέδωσε καὶ τὰς σχετικὰς ἐγκυκλίους πρὸς τὰς ἐπαρχίας τῆς Βορείου Ἑλλάδος. Ἡ ἐφαρμογὴ τῶν μέτρων θὰ ἀρχίσῃ ἀπὸ τῆς προσεχοῦς ἑβδομάδος, ἐνῷ αἱ ἀρμόδιαι ἀρχαὶ παρακολουθοῦν τὴν ἐξέλιξιν τῶν ἐργασιῶν καὶ θὰ ὑποβάλουν ἔκθεσιν εἰς τὸ ὑπουργεῖον. Κατόπιν τούτου ἀναμένεται ἡ ἔκδοσις νέας ἀποφάσεως. — [999, 808, 1180, 932]
article-body: ΑΘΗΝΑΙ, 24.— Κατὰ τὰς πληροφορίας τὰς ὁποίας ἐλάβομεν ἐκ τῶν ἁρμοδίων ὑπηρεσιῶν, ἡ σχετικὴ ἀπόφασις ἐλήφθη ὑπὸ τοῦ ὑπουργείου, τὸ ὁποῖον ἐξέδωσε καὶ τὰς σχετικὰς ἐγκυκλίους πρὸς τὰς ἐπαρχίας τῆς Βορείου Ἑλλάδος. Ἡ ἐφαρμογὴ τῶν μέτρων θὰ ἀρχίσῃ ἀπὸ τῆς προσεχοῦς ἑβδομάδος, ἐνῷ αἱ ἀρμόδιαι ἀρχαὶ παρακολουθοῦν τὴν ἐξέλιξιν τῶν ἐργασιῶν καὶ θὰ ὑποβάλουν ἔκθεσιν εἰς τὸ ὑπουργεῖον. Κατόπιν τούτου ἀναμένεται ἡ ἔκδοσις νέας ἀποφάσεως. — [411, 844, 612, 959]
nomos-label: ΝΟΜΟΣ ΚΑΒΑΛΑΣ — [857, 1152, 947, 1163]
headline: ΕΝΟΣ ΕΦΗΛΟΝΙΚΟΝ ΕΠΙΤΡΟΠΕΥΟΝΤΟΣ — [444, 1784, 579, 1812]
article-body: ΑΘΗΝΑΙ, 24.— Κατὰ τὰς πληροφορίας τὰς ὁποίας ἐλάβομεν ἐκ τῶν ἁρμοδίων ὑπηρεσιῶν, ἡ σχετικὴ ἀπόφασις ἐλήφθη ὑπὸ τοῦ ὑπουργείου, τὸ ὁποῖον ἐξέδωσε καὶ τὰς σχετικὰς ἐγκυκλίους πρὸς τὰς ἐπαρχίας τῆς Βορείου Ἑλλάδος. Ἡ ἐφαρμογὴ τῶν μέτρων θὰ ἀρχίσῃ ἀπὸ τῆς προσεχοῦς ἑβδομάδος, ἐνῷ αἱ ἀρμόδιαι ἀρχαὶ παρακολουθοῦν τὴν ἐξέλιξιν τῶν ἐργασιῶν καὶ θὰ ὑποβάλουν ἔκθεσιν εἰς τὸ ὑπουργεῖον. Κατόπιν τούτου ἀναμένεται ἡ ἔκδοσις νέας ἀποφάσεως. — [624, 1585, 805, 1710]
article-body: ΑΘΗΝΑΙ, 24.— Κατὰ τὰς πληροφορίας τὰς ὁποίας ἐλάβομεν ἐκ τῶν ἁρμοδίων ὑπηρεσιῶν, ἡ σχετικὴ ἀπόφασις ἐλήφθη ὑπὸ τοῦ ὑπουργείου, τὸ ὁποῖον ἐξέδωσε καὶ τὰς σχετικὰς ἐγκυκλίους πρὸς τὰς ἐπαρχίας τῆς Βορείου Ἑλλάδος. Ἡ ἐφαρμογὴ τῶν μέτρων θὰ ἀρχίσῃ ἀπὸ τῆς προσεχοῦς ἑβδομάδος, ἐνῷ αἱ ἀρμόδιαι ἀρχαὶ παρακολουθοῦν τὴν ἐξέλιξιν τῶν ἐργασιῶν καὶ θὰ ὑποβάλουν ἔκθεσιν εἰς τὸ ὑπουργεῖον. Κατόπιν τούτου ἀναμένεται ἡ ἔκδοσις νέας ἀποφάσεως. — [411, 74, 612, 188]
subheadline: ΝΕΦΕΛΩΔΗΣ ΠΡΟΒΛΕΠΕΤΑΙ Ο ΚΑΙΡΟΣ ΔΙΑ ΣΗΜΕΡΟΝ — [1207, 67, 1565, 82]
headline: ΤΗΝ 28ΗΝ ΜΑΪΟΥ ΔΙΕΞΑΓΟΝΤΑΙ ΔΗΜΟΤΙΚΑΙ ΚΑΙ ΤΗΝ 3ΗΝ ΙΟΥΝΙΟΥ ΒΟΥΛΕΥΤΙΚΑΙ ΕΚΛΟΓΑΙ ΕΙΣ ΤΑΣ ΔΗΜΟΚΡΑΤΙΑΣ ΤΗΣ ΓΙΟΥΓΚΟΣΛΑΒΙΑΣ — [1206, 1411, 1566, 1452]
gold-price-table: Κορώνα ........ 294.25—294.75 Αγγλίας ........ 293.00—293.50 Γαλλίας ........ 250.50—251.00 Ελβετίας ....... 247.50—247.90 Βελγικής ....... 250.00—250.40 Ιταλίας ........ 236.00—236.75 Φρ. ............ 247.10—247.50 — [411, 537, 556, 609]
section-label: ΕΙΣ ΤΗΝ ΥΠΑΙΘΡΟΝ — [666, 799, 764, 810]
article-body: ΑΘΗΝΑΙ, 24.— Κατὰ τὰς πληροφορίας τὰς ὁποίας ἐλάβομεν ἐκ τῶν ἁρμοδίων ὑπηρεσιῶν, ἡ σχετικὴ ἀπόφασις ἐλήφθη ὑπὸ τοῦ ὑπουργείου, τὸ ὁποῖον ἐξέδωσε καὶ τὰς σχετικὰς ἐγκυκλίους πρὸς τὰς ἐπαρχίας τῆς Βορείου Ἑλλάδος. Ἡ ἐφαρμογὴ τῶν μέτρων θὰ ἀρχίσῃ ἀπὸ τῆς προσεχοῦς ἑβδομάδος, ἐνῷ αἱ ἀρμόδιαι ἀρχαὶ παρακολουθοῦν τὴν ἐξέλιξιν τῶν ἐργασιῶν καὶ θὰ ὑποβάλουν ἔκθεσιν εἰς τὸ ὑπουργεῖον. Κατόπιν τούτου ἀναμένεται ἡ ἔκδοσις νέας ἀποφάσεως. — [1390, 1116, 1580, 1241]
article-body: ΑΘΗΝΑΙ, 24.— Κατὰ τὰς πληροφορίας τὰς ὁποίας ἐλάβομεν ἐκ τῶν ἁρμοδίων ὑπηρεσιῶν, ἡ σχετικὴ ἀπόφασις ἐλήφθη ὑπὸ τοῦ ὑπουργείου, τὸ ὁποῖον ἐξέδωσε καὶ τὰς σχετικὰς ἐγκυκλίους πρὸς τὰς ἐπαρχίας τῆς Βορείου Ἑλλάδος. Ἡ ἐφαρμογὴ τῶν μέτρων θὰ ἀρχίσῃ ἀπὸ τῆς προσεχοῦς ἑβδομάδος, ἐνῷ αἱ ἀρμόδιαι ἀρχαὶ παρακολουθοῦν τὴν ἐξέλιξιν τῶν ἐργασιῶν καὶ θὰ ὑποβάλουν ἔκθεσιν εἰς τὸ ὑπουργεῖον. Κατόπιν τούτου ἀναμένεται ἡ ἔκδοσις νέας ἀποφάσεως. — [1390, 1847, 1580, 1973]
article-body: ΑΘΗΝΑΙ, 24.— Κατὰ τὰς πληροφορίας τὰς ὁποίας ἐλάβομεν ἐκ τῶν ἁρμοδίων ὑπηρεσιῶν, ἡ σχετικὴ ἀπόφασις ἐλήφθη ὑπὸ τοῦ ὑπουργείου, τὸ ὁποῖον ἐξέδωσε καὶ τὰς σχετικὰς ἐγκυκλίους πρὸς τὰς ἐπαρχίας τῆς Βορείου Ἑλλάδος. Ἡ ἐφαρμογὴ τῶν μέτρων θὰ ἀρχίσῃ ἀπὸ τῆς προσεχοῦς ἑβδομάδος, ἐνῷ αἱ ἀρμόδιαι ἀρχαὶ παρακολουθοῦν τὴν ἐξέλιξιν τῶν ἐργασιῶν καὶ θὰ ὑποβάλουν ἔκθεσιν εἰς τὸ ὑπουργεῖον. Κατόπιν τούτου ἀναμένεται ἡ ἔκδοσις νέας ἀποφάσεως. — [1192, 1068, 1382, 1193]
subheadline: ΧΡΗΜΑΤΟΔΟΤΕΙΤΑΙ Η ΕΞΑΓΩΓΗ ΦΡΑΟΥΛΑΣ ΕΙΣ ΤΗΝ ΕΔΕΣΣΑΝ — [27, 1088, 379, 1116]
headline: 294.25 ΔΡΧ. Η ΧΡΥΣΗ ΛΙΡΑ ΕΙΣ ΤΗΝ ΘΕΣΣΑΛΟΝΙΚΗΝ ΚΑΙ 293 ΔΡΧΜ. ΕΙΣ ΑΘΗΝΑΣ — [413, 370, 610, 411]
article-body: ΑΘΗΝΑΙ, 24.— Κατὰ τὰς πληροφορίας τὰς ὁποίας ἐλάβομεν ἐκ τῶν ἁρμοδίων ὑπηρεσιῶν, ἡ σχετικὴ ἀπόφασις ἐλήφθη ὑπὸ τοῦ ὑπουργείου, τὸ ὁποῖον ἐξέδωσε καὶ τὰς σχετικὰς ἐγκυκλίους πρὸς τὰς ἐπαρχίας τῆς Βορείου Ἑλλάδος. Ἡ ἐφαρμογὴ τῶν μέτρων θὰ ἀρχίσῃ ἀπὸ τῆς προσεχοῦς ἑβδομάδος, ἐνῷ αἱ ἀρμόδιαι ἀρχαὶ παρακολουθοῦν τὴν ἐξέλιξιν τῶν ἐργασιῶν καὶ θὰ ὑποβάλουν ἔκθεσιν εἰς τὸ ὑπουργεῖον. Κατόπιν τούτου ἀναμένεται ἡ ἔκδοσις νέας ἀποφάσεως. — [207, 789, 392, 913]
subheadline: ΑΝΕΒΛΗΘΗ Η ΠΑΡΑΔΟΣΙΣ ΤΩΝ ΕΛΛΗΝΩΝ ΟΜΗΡΩΝ — [1397, 1243, 1573, 1271]
headline: ΕΙΣ ΝΕΚΡΟΣ ΚΑΙ ΤΡΕΙΣ ΤΡΑΥΜΑΤΙΑΙ ΕΚ ΚΕΡΑΥΝΟΥ ΠΕΣΟΝΤΟΣ ΕΙΣ ΛΑΤΟΜΕΙΟΝ ΠΑΡΑ ΤΗΝ ΠΤΟΛΕΜΑΙΔΑ — [1206, 17, 1566, 64]
article — [405, 1785, 618, 2067]
column-4 — [1185, 14, 1586, 2314]
article — [8, 205, 398, 522]
nomos-label: ΝΟΜΟΣ ΠΙΕΡΙΑΣ — [674, 1433, 756, 1444]
article-body: ΑΘΗΝΑΙ, 24.— Κατὰ τὰς πληροφορίας τὰς ὁποίας ἐλάβομεν ἐκ τῶν ἁρμοδίων ὑπηρεσιῶν, ἡ σχετικὴ ἀπόφασις ἐλήφθη ὑπὸ τοῦ ὑπουργείου, τὸ ὁποῖον ἐξέδωσε καὶ τὰς σχετικὰς ἐγκυκλίους πρὸς τὰς ἐπαρχίας τῆς Βορείου Ἑλλάδος. Ἡ ἐφαρμογὴ τῶν μέτρων θὰ ἀρχίσῃ ἀπὸ τῆς προσεχοῦς ἑβδομάδος, ἐνῷ αἱ ἀρμόδιαι ἀρχαὶ παρακολουθοῦν τὴν ἐξέλιξιν τῶν ἐργασιῶν καὶ θὰ ὑποβάλουν ἔκθεσιν εἰς τὸ ὑπουργεῖον. Κατόπιν τούτου ἀναμένεται ἡ ἔκδοσις νέας ἀποφάσεως. — [207, 1372, 392, 1498]
subheadline: Η ΟΙΚΟΝΟΜΙΚΗ ΕΠΙΤΡΟΠΗ ΕΞΗΤΑΣΕ ΤΟ ΣΙΤΙΚΟΝ ΚΑΙ ΘΕΜΑΤΑ ΒΙΟΜΗΧΑΝΙΚΑ — [1009, 578, 1170, 631]
article-body: ΑΘΗΝΑΙ, 24.— Κατὰ τὰς πληροφορίας τὰς ὁποίας ἐλάβομεν ἐκ τῶν ἁρμοδίων ὑπηρεσιῶν, ἡ σχετικὴ ἀπόφασις ἐλήφθη ὑπὸ τοῦ ὑπουργείου, τὸ ὁποῖον ἐξέδωσε καὶ τὰς σχετικὰς ἐγκυκλίους πρὸς τὰς ἐπαρχίας τῆς Βορείου Ἑλλάδος. Ἡ ἐφαρμογὴ τῶν μέτρων θὰ ἀρχίσῃ ἀπὸ τῆς προσεχοῦς ἑβδομάδος, ἐνῷ αἱ ἀρμόδιαι ἀρχαὶ παρακολουθοῦν τὴν ἐξέλιξιν τῶν ἐργασιῶν καὶ θὰ ὑποβάλουν ἔκθεσιν εἰς τὸ ὑπουργεῖον. Κατόπιν τούτου ἀναμένεται ἡ ἔκδοσις νέας ἀποφάσεως. — [411, 1658, 612, 1772]
article-body: ΑΘΗΝΑΙ, 24.— Κατὰ τὰς πληροφορίας τὰς ὁποίας ἐλάβομεν ἐκ τῶν ἁρμοδίων ὑπηρεσιῶν, ἡ σχετικὴ ἀπόφασις ἐλήφθη ὑπὸ τοῦ ὑπουργείου, τὸ ὁποῖον ἐξέδωσε καὶ τὰς σχετικὰς ἐγκυκλίους πρὸς τὰς ἐπαρχίας τῆς Βορείου Ἑλλάδος. Ἡ ἐφαρμογὴ τῶν μέτρων θὰ ἀρχίσῃ ἀπὸ τῆς προσεχοῦς ἑβδομάδος, ἐνῷ αἱ ἀρμόδιαι ἀρχαὶ παρακολουθοῦν τὴν ἐξέλιξιν τῶν ἐργασιῶν καὶ θὰ ὑποβάλουν ἔκθεσιν εἰς τὸ ὑπουργεῖον. Κατόπιν τούτου ἀναμένεται ἡ ἔκδοσις νέας ἀποφάσεως. — [1390, 693, 1580, 818]
article-body: ΑΘΗΝΑΙ, 24.— Κατὰ τὰς πληροφορίας τὰς ὁποίας ἐλάβομεν ἐκ τῶν ἁρμοδίων ὑπηρεσιῶν, ἡ σχετικὴ ἀπόφασις ἐλήφθη ὑπὸ τοῦ ὑπουργείου, τὸ ὁποῖον ἐξέδωσε καὶ τὰς σχετικὰς ἐγκυκλίους πρὸς τὰς ἐπαρχίας τῆς Βορείου Ἑλλάδος. Ἡ ἐφαρμογὴ τῶν μέτρων θὰ ἀρχίσῃ ἀπὸ τῆς προσεχοῦς ἑβδομάδος, ἐνῷ αἱ ἀρμόδιαι ἀρχαὶ παρακολουθοῦν τὴν ἐξέλιξιν τῶν ἐργασιῶν καὶ θὰ ὑποβάλουν ἔκθεσιν εἰς τὸ ὑπουργεῖον. Κατόπιν τούτου ἀναμένεται ἡ ἔκδοσις νέας ἀποφάσεως. — [811, 1304, 993, 1429]
article-body: ΑΘΗΝΑΙ, 24.— Κατὰ τὰς πληροφορίας τὰς ὁποίας ἐλάβομεν ἐκ τῶν ἁρμοδίων ὑπηρεσιῶν, ἡ σχετικὴ ἀπόφασις ἐλήφθη ὑπὸ τοῦ ὑπουργείου, τὸ ὁποῖον ἐξέδωσε καὶ τὰς σχετικὰς ἐγκυκλίους πρὸς τὰς ἐπαρχίας τῆς Βορείου Ἑλλάδος. Ἡ ἐφαρμογὴ τῶν μέτρων θὰ ἀρχίσῃ ἀπὸ τῆς προσεχοῦς ἑβδομάδος, ἐνῷ αἱ ἀρμόδιαι ἀρχαὶ παρακολουθοῦν τὴν ἐξέλιξιν τῶν ἐργασιῶν καὶ θὰ ὑποβάλουν ἔκθεσιν εἰς τὸ ὑπουργεῖον. Κατόπιν τούτου ἀναμένεται ἡ ἔκδοσις νέας ἀποφάσεως. — [999, 635, 1180, 761]
subheadline: ΑΠΟ ΤΗΝ ΚΟΜΟΤΗΝΗΝ — [27, 1677, 186, 1692]
column-1 — [8, 14, 398, 2314]
article-body: ΑΘΗΝΑΙ, 24.— Κατὰ τὰς πληροφορίας τὰς ὁποίας ἐλάβομεν ἐκ τῶν ἁρμοδίων ὑπηρεσιῶν, ἡ σχετικὴ ἀπόφασις ἐλήφθη ὑπὸ τοῦ ὑπουργείου, τὸ ὁποῖον ἐξέδωσε καὶ τὰς σχετικὰς ἐγκυκλίους πρὸς τὰς ἐπαρχίας τῆς Βορείου Ἑλλάδος. Ἡ ἐφαρμογὴ τῶν μέτρων θὰ ἀρχίσῃ ἀπὸ τῆς προσεχοῦς ἑβδομάδος, ἐνῷ αἱ ἀρμόδιαι ἀρχαὶ παρακολουθοῦν τὴν ἐξέλιξιν τῶν ἐργασιῶν καὶ θὰ ὑποβάλουν ἔκθεσιν εἰς τὸ ὑπουργεῖον. Κατόπιν τούτου ἀναμένεται ἡ ἔκδοσις νέας ἀποφάσεως. — [811, 670, 993, 796]
article — [8, 529, 398, 722]
subheadline: ΕΙΣ ΤΑΣ ΑΘΗΝΑΣ — [470, 617, 554, 628]
article — [8, 1072, 398, 1349]
